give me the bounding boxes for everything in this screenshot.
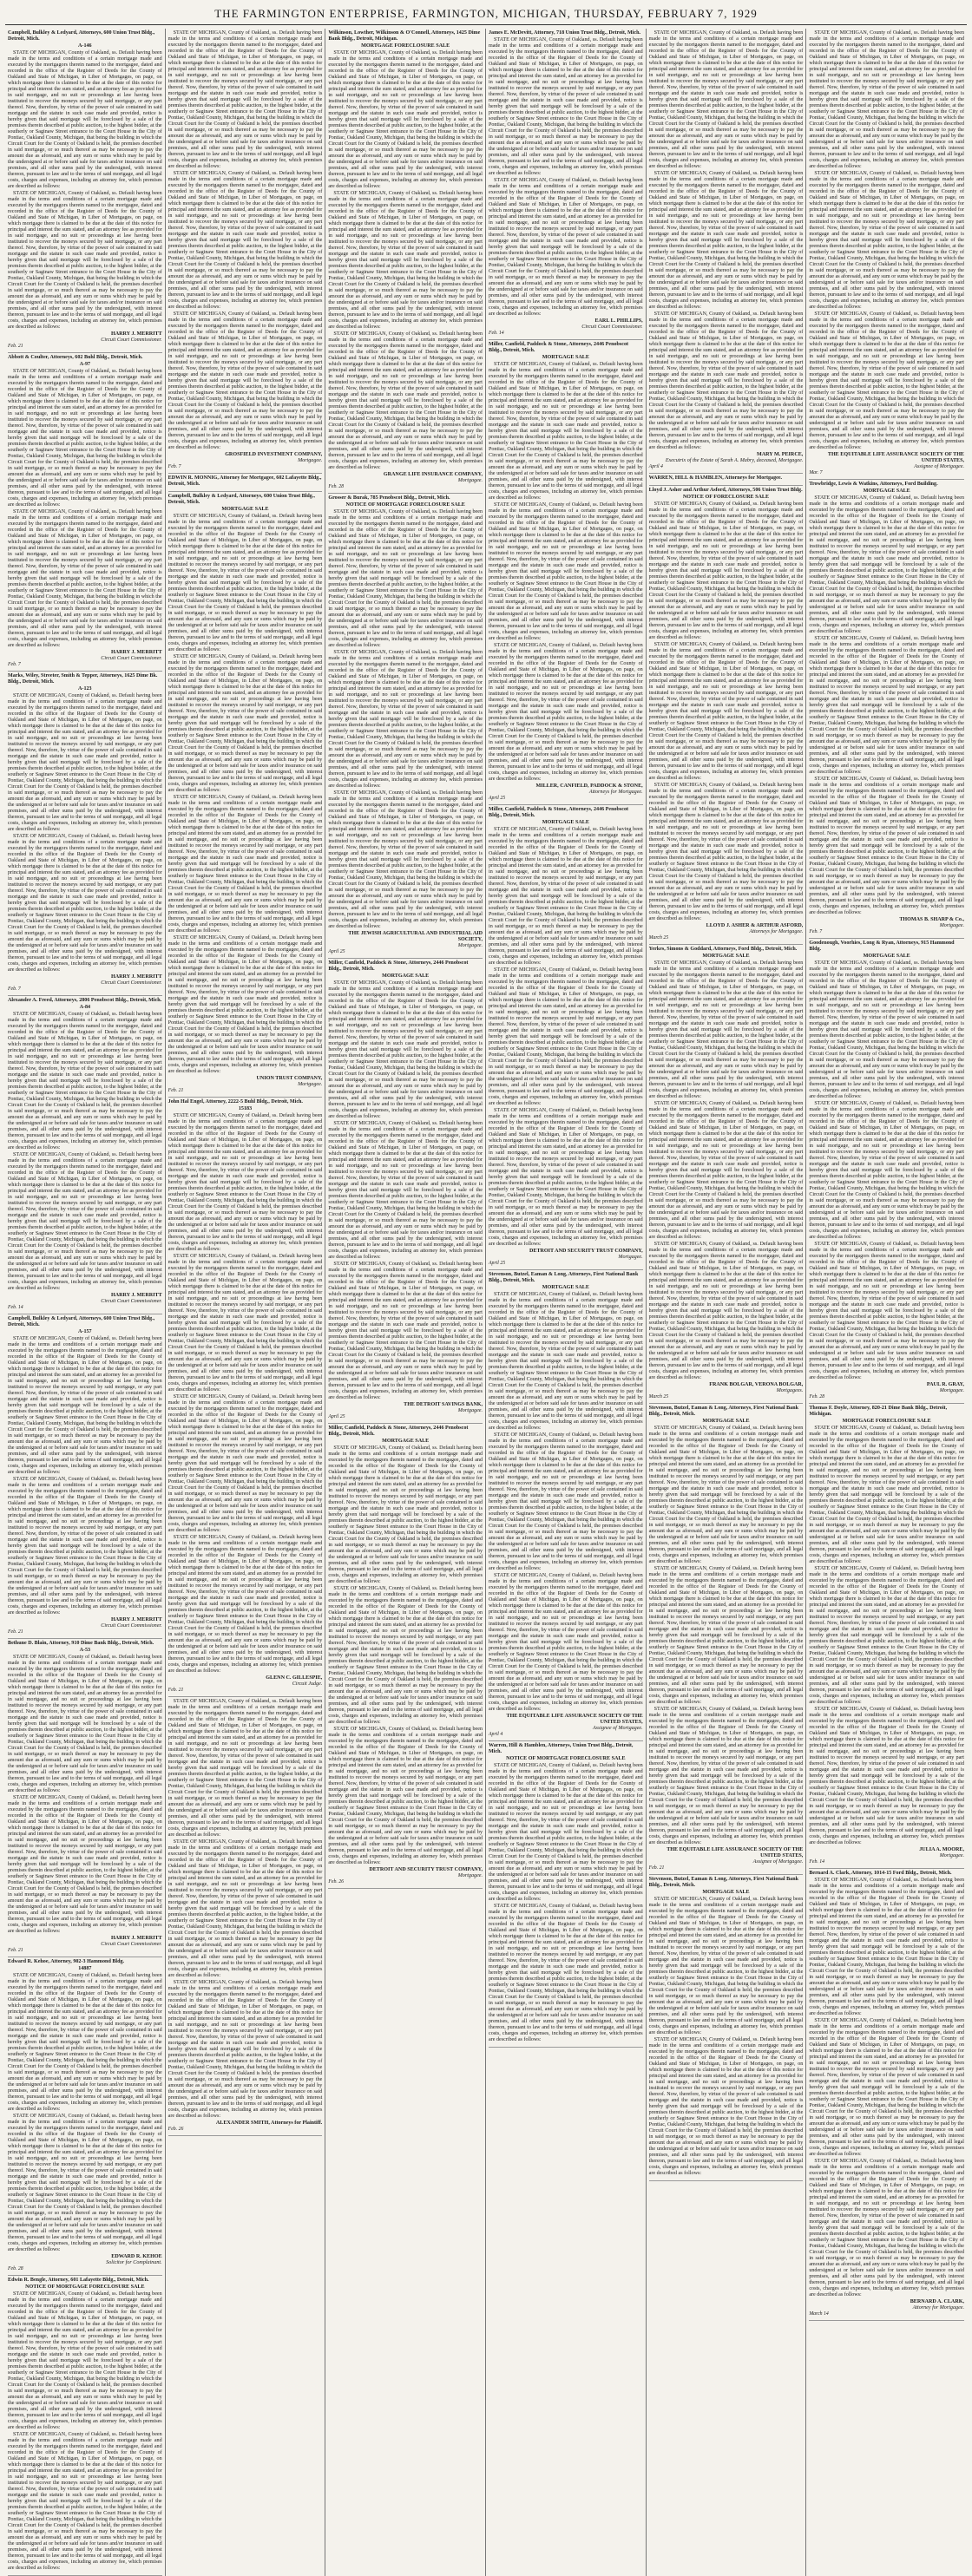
notice-signature: FRANK BOLGAR, VERONA BOLGAR, (709, 1382, 804, 1387)
notice-date: Mar. 7 (809, 470, 823, 475)
notice-signature: GRANGE LIFE INSURANCE COMPANY, (383, 472, 483, 477)
masthead: THE FARMINGTON ENTERPRISE, FARMINGTON, MICHIGAN, THURSDAY, FEBRUARY 7, 1929 (5, 3, 967, 25)
notice-attorney: EDWIN R. MONNIG, Attorney for Mortgagee, 602 Lafayette Bldg., Detroit, Mich. (167, 475, 322, 487)
notice-heading: A-97 (79, 362, 91, 367)
notice-attorney: Miller, Canfield, Paddock & Stone, Attorneys, 2446 Penobscot Bldg., Detroit, Mich. (489, 342, 629, 353)
notice-signature: LLOYD J. ASHER & ARTHUR ASFORD, (706, 923, 804, 928)
notice-heading: NOTICE OF MORTGAGE FORECLOSURE SALE (345, 502, 465, 508)
legal-notice (168, 474, 323, 492)
notice-attorney: Yerkes, Simons & Goddard, Attorneys, Ford Bldg., Detroit, Mich. (648, 947, 798, 952)
notice-role: Mortgagee. (457, 1873, 483, 1878)
notice-paragraph: STATE OF MICHIGAN, County of Oakland, ss. Default having been made in the terms and conditions of a certain mortgage made and executed by the mortgagors therein named to the mortgagee, dated and recorded in the office of the Register of Deeds for the County of Oakland and State of Michigan, in Liber of Mortgages, on page, on which mortgage there is claimed to be due at the date of this notice for principal and interest the sum stated, and an attorney fee as provided for in said mortgage, and no suit or proceedings at law having been instituted to recover the moneys secured by said mortgage, or any part thereof. Now, therefore, by virtue of the power of sale contained in said mortgage and the statute in such case made and provided, notice is hereby given that said mortgage will be foreclosed by a sale of the premises therein described at public auction, to the highest bidder, at the southerly or Saginaw Street entrance to the Court House in the City of Pontiac, Oakland County, Michigan, that being the building in which the Circuit Court for the County of Oakland is held, the premises described in said mortgage, or so much thereof as may be necessary to pay the amount due as aforesaid, and any sum or sums which may be paid by the undersigned at or before said sale for taxes and/or insurance on said premises, and all other sums paid by the undersigned, with interest thereon, pursuant to law and to the terms of said mortgage, and all legal costs, charges and expenses, including an attorney fee, which premises are described as follows: (328, 1262, 483, 1400)
notice-heading: NOTICE OF FORECLOSURE SALE (682, 495, 770, 500)
notice-date: April 4 (648, 464, 663, 469)
notice-role: Circuit Court Commissioner. (101, 1942, 162, 1947)
notice-paragraph: STATE OF MICHIGAN, County of Oakland, ss. Default having been made in the terms and conditions of a certain mortgage made and executed by the mortgagors therein named to the mortgagee, dated and recorded in the office of the Register of Deeds for the County of Oakland and State of Michigan, in Liber of Mortgages, on page, on which mortgage there is claimed to be due at the date of this notice for principal and interest the sum stated, and an attorney fee as provided for in said mortgage, and no suit or proceedings at law having been instituted to recover the moneys secured by said mortgage, or any part thereof. Now, therefore, by virtue of the power of sale contained in said mortgage and the statute in such case made and provided, notice is hereby given that said mortgage will be foreclosed by a sale of the premises therein described at public auction, to the highest bidder, at the southerly or Saginaw Street entrance to the Court House in the City of Pontiac, Oakland County, Michigan, that being the building in which the Circuit Court for the County of Oakland is held, the premises described in said mortgage, or so much thereof as may be necessary to pay the amount due as aforesaid, and any sum or sums which may be paid by the undersigned at or before said sale for taxes and/or insurance on said premises, and all other sums paid by the undersigned, with interest thereon, pursuant to law and to the terms of said mortgage, and all legal costs, charges and expenses, including an attorney fee, which premises are described as follows: (8, 1973, 162, 2112)
notice-paragraph: STATE OF MICHIGAN, County of Oakland, ss. Default having been made in the terms and conditions of a certain mortgage made and executed by the mortgagors therein named to the mortgagee, dated and recorded in the office of the Register of Deeds for the County of Oakland and State of Michigan, in Liber of Mortgages, on page, on which mortgage there is claimed to be due at the date of this notice for principal and interest the sum stated, and an attorney fee as provided for in said mortgage, and no suit or proceedings at law having been instituted to recover the moneys secured by said mortgage, or any part thereof. Now, therefore, by virtue of the power of sale contained in said mortgage and the statute in such case made and provided, notice is hereby given that said mortgage will be foreclosed by a sale of the premises therein described at public auction, to the highest bidder, at the southerly or Saginaw Street entrance to the Court House in the City of Pontiac, Oakland County, Michigan, that being the building in which the Circuit Court for the County of Oakland is held, the premises described in said mortgage, or so much thereof as may be necessary to pay the amount due as aforesaid, and any sum or sums which may be paid by the undersigned at or before said sale for taxes and/or insurance on said premises, and all other sums paid by the undersigned, with interest thereon, pursuant to law and to the terms of said mortgage, and all legal costs, charges and expenses, including an attorney fee, which premises are described as follows: (648, 171, 804, 310)
legal-notice (168, 1697, 323, 2136)
notice-date: Feb. 28 (809, 1394, 825, 1399)
notice-body (8, 50, 162, 331)
notice-paragraph: STATE OF MICHIGAN, County of Oakland, ss. Default having been made in the terms and conditions of a certain mortgage made and executed by the mortgagors therein named to the mortgagee, dated and recorded in the office of the Register of Deeds for the County of Oakland and State of Michigan, in Liber of Mortgages, on page, on which mortgage there is claimed to be due at the date of this notice for principal and interest the sum stated, and an attorney fee as provided for in said mortgage, and no suit or proceedings at law having been instituted to recover the moneys secured by said mortgage, or any part thereof. Now, therefore, by virtue of the power of sale contained in said mortgage and the statute in such case made and provided, notice is hereby given that said mortgage will be foreclosed by a sale of the premises therein described at public auction, to the highest bidder, at the southerly or Saginaw Street entrance to the Court House in the City of Pontiac, Oakland County, Michigan, that being the building in which the Circuit Court for the County of Oakland is held, the premises described in said mortgage, or so much thereof as may be necessary to pay the amount due as aforesaid, and any sum or sums which may be paid by the undersigned at or before said sale for taxes and/or insurance on said premises, and all other sums paid by the undersigned, with interest thereon, pursuant to law and to the terms of said mortgage, and all legal costs, charges and expenses, including an attorney fee, which premises are described as follows: (328, 1586, 483, 1725)
notice-heading: MORTGAGE SALE (863, 954, 910, 959)
notice-heading: MORTGAGE SALE (382, 1439, 430, 1444)
notice-role: Mortgagee. (618, 1255, 643, 1260)
legal-notice (8, 672, 162, 996)
notice-paragraph: STATE OF MICHIGAN, County of Oakland, ss. Default having been made in the terms and conditions of a certain mortgage made and executed by the mortgagors therein named to the mortgagee, dated and recorded in the office of the Register of Deeds for the County of Oakland and State of Michigan, in Liber of Mortgages, on page, on which mortgage there is claimed to be due at the date of this notice for principal and interest the sum stated, and an attorney fee as provided for in said mortgage, and no suit or proceedings at law having been instituted to recover the moneys secured by said mortgage, or any part thereof. Now, therefore, by virtue of the power of sale contained in said mortgage and the statute in such case made and provided, notice is hereby given that said mortgage will be foreclosed by a sale of the premises therein described at public auction, to the highest bidder, at the southerly or Saginaw Street entrance to the Court House in the City of Pontiac, Oakland County, Michigan, that being the building in which the Circuit Court for the County of Oakland is held, the premises described in said mortgage, or so much thereof as may be necessary to pay the amount due as aforesaid, and any sum or sums which may be paid by the undersigned at or before said sale for taxes and/or insurance on said premises, and all other sums paid by the undersigned, with interest thereon, pursuant to law and to the terms of said mortgage, and all legal costs, charges and expenses, including an attorney fee, which premises are described as follows: (809, 1101, 964, 1240)
notice-paragraph: STATE OF MICHIGAN, County of Oakland, ss. Default having been made in the terms and conditions of a certain mortgage made and executed by the mortgagors therein named to the mortgagee, dated and recorded in the office of the Register of Deeds for the County of Oakland and State of Michigan, in Liber of Mortgages, on page, on which mortgage there is claimed to be due at the date of this notice for principal and interest the sum stated, and an attorney fee as provided for in said mortgage, and no suit or proceedings at law having been instituted to recover the moneys secured by said mortgage, or any part thereof. Now, therefore, by virtue of the power of sale contained in said mortgage and the statute in such case made and provided, notice is hereby given that said mortgage will be foreclosed by a sale of the premises therein described at public auction, to the highest bidder, at the southerly or Saginaw Street entrance to the Court House in the City of Pontiac, Oakland County, Michigan, that being the building in which the Circuit Court for the County of Oakland is held, the premises described in said mortgage, or so much thereof as may be necessary to pay the amount due as aforesaid, and any sum or sums which may be paid by the undersigned at or before said sale for taxes and/or insurance on said premises, and all other sums paid by the undersigned, with interest thereon, pursuant to law and to the terms of said mortgage, and all legal costs, charges and expenses, including an attorney fee, which premises are described as follows: (167, 1394, 323, 1533)
notice-paragraph: STATE OF MICHIGAN, County of Oakland, ss. Default having been made in the terms and conditions of a certain mortgage made and executed by the mortgagors therein named to the mortgagee, dated and recorded in the office of the Register of Deeds for the County of Oakland and State of Michigan, in Liber of Mortgages, on page, on which mortgage there is claimed to be due at the date of this notice for principal and interest the sum stated, and an attorney fee as provided for in said mortgage, and no suit or proceedings at law having been instituted to recover the moneys secured by said mortgage, or any part thereof. Now, therefore, by virtue of the power of sale contained in said mortgage and the statute in such case made and provided, notice is hereby given that said mortgage will be foreclosed by a sale of the premises therein described at public auction, to the highest bidder, at the southerly or Saginaw Street entrance to the Court House in the City of Pontiac, Oakland County, Michigan, that being the building in which the Circuit Court for the County of Oakland is held, the premises described in said mortgage, or so much thereof as may be necessary to pay the amount due as aforesaid, and any sum or sums which may be paid by the undersigned at or before said sale for taxes and/or insurance on said premises, and all other sums paid by the undersigned, with interest thereon, pursuant to law and to the terms of said mortgage, and all legal costs, charges and expenses, including an attorney fee, which premises are described as follows: (648, 1897, 804, 2035)
notice-heading: MORTGAGE SALE (542, 820, 589, 825)
notice-body (328, 509, 483, 930)
notice-body (649, 1897, 804, 2177)
columns (5, 29, 967, 2571)
notice-paragraph: STATE OF MICHIGAN, County of Oakland, ss. Default having been made in the terms and conditions of a certain mortgage made and executed by the mortgagors therein named to the mortgagee, dated and recorded in the office of the Register of Deeds for the County of Oakland and State of Michigan, in Liber of Mortgages, on page, on which mortgage there is claimed to be due at the date of this notice for principal and interest the sum stated, and an attorney fee as provided for in said mortgage, and no suit or proceedings at law having been instituted to recover the moneys secured by said mortgage, or any part thereof. Now, therefore, by virtue of the power of sale contained in said mortgage and the statute in such case made and provided, notice is hereby given that said mortgage will be foreclosed by a sale of the premises therein described at public auction, to the highest bidder, at the southerly or Saginaw Street entrance to the Court House in the City of Pontiac, Oakland County, Michigan, that being the building in which the Circuit Court for the County of Oakland is held, the premises described in said mortgage, or so much thereof as may be necessary to pay the amount due as aforesaid, and any sum or sums which may be paid by the undersigned at or before said sale for taxes and/or insurance on said premises, and all other sums paid by the undersigned, with interest thereon, pursuant to law and to the terms of said mortgage, and all legal costs, charges and expenses, including an attorney fee, which premises are described as follows: (167, 30, 323, 169)
notice-signature: THOMAS B. SHARP & Co., (899, 917, 964, 922)
notice-signature: THE EQUITABLE LIFE ASSURANCE SOCIETY OF THE UNITED STATES, (506, 1714, 643, 1725)
notice-paragraph: STATE OF MICHIGAN, County of Oakland, ss. Default having been made in the terms and conditions of a certain mortgage made and executed by the mortgagors therein named to the mortgagee, dated and recorded in the office of the Register of Deeds for the County of Oakland and State of Michigan, in Liber of Mortgages, on page, on which mortgage there is claimed to be due at the date of this notice for principal and interest the sum stated, and an attorney fee as provided for in said mortgage, and no suit or proceedings at law having been instituted to recover the moneys secured by said mortgage, or any part thereof. Now, therefore, by virtue of the power of sale contained in said mortgage and the statute in such case made and provided, notice is hereby given that said mortgage will be foreclosed by a sale of the premises therein described at public auction, to the highest bidder, at the southerly or Saginaw Street entrance to the Court House in the City of Pontiac, Oakland County, Michigan, that being the building in which the Circuit Court for the County of Oakland is held, the premises described in said mortgage, or so much thereof as may be necessary to pay the amount due as aforesaid, and any sum or sums which may be paid by the undersigned at or before said sale for taxes and/or insurance on said premises, and all other sums paid by the undersigned, with interest thereon, pursuant to law and to the terms of said mortgage, and all legal costs, charges and expenses, including an attorney fee, which premises are described as follows: (648, 311, 804, 450)
notice-body (168, 30, 323, 451)
legal-notice (328, 959, 483, 1424)
notice-paragraph: STATE OF MICHIGAN, County of Oakland, ss. Default having been made in the terms and conditions of a certain mortgage made and executed by the mortgagors therein named to the mortgagee, dated and recorded in the office of the Register of Deeds for the County of Oakland and State of Michigan, in Liber of Mortgages, on page, on which mortgage there is claimed to be due at the date of this notice for principal and interest the sum stated, and an attorney fee as provided for in said mortgage, and no suit or proceedings at law having been instituted to recover the moneys secured by said mortgage, or any part thereof. Now, therefore, by virtue of the power of sale contained in said mortgage and the statute in such case made and provided, notice is hereby given that said mortgage will be foreclosed by a sale of the premises therein described at public auction, to the highest bidder, at the southerly or Saginaw Street entrance to the Court House in the City of Pontiac, Oakland County, Michigan, that being the building in which the Circuit Court for the County of Oakland is held, the premises described in said mortgage, or so much thereof as may be necessary to pay the amount due as aforesaid, and any sum or sums which may be paid by the undersigned at or before said sale for taxes and/or insurance on said premises, and all other sums paid by the undersigned, with interest thereon, pursuant to law and to the terms of said mortgage, and all legal costs, charges and expenses, including an attorney fee, which premises are described as follows: (489, 502, 643, 641)
notice-signature: HARRY J. MERRITT (111, 650, 162, 655)
notice-heading: MORTGAGE SALE (702, 1419, 750, 1424)
notice-role: Circuit Court Commissioner. (581, 324, 643, 330)
notice-attorney: Bernard A. Clark, Attorney, 1014-15 Ford Bldg., Detroit, Mich. (809, 1871, 952, 1876)
notice-paragraph: STATE OF MICHIGAN, County of Oakland, ss. Default having been made in the terms and conditions of a certain mortgage made and executed by the mortgagors therein named to the mortgagee, dated and recorded in the office of the Register of Deeds for the County of Oakland and State of Michigan, in Liber of Mortgages, on page, on which mortgage there is claimed to be due at the date of this notice for principal and interest the sum stated, and an attorney fee as provided for in said mortgage, and no suit or proceedings at law having been instituted to recover the moneys secured by said mortgage, or any part thereof. Now, therefore, by virtue of the power of sale contained in said mortgage and the statute in such case made and provided, notice is hereby given that said mortgage will be foreclosed by a sale of the premises therein described at public auction, to the highest bidder, at the southerly or Saginaw Street entrance to the Court House in the City of Pontiac, Oakland County, Michigan, that being the building in which the Circuit Court for the County of Oakland is held, the premises described in said mortgage, or so much thereof as may be necessary to pay the amount due as aforesaid, and any sum or sums which may be paid by the undersigned at or before said sale for taxes and/or insurance on said premises, and all other sums paid by the undersigned, with interest thereon, pursuant to law and to the terms of said mortgage, and all legal costs, charges and expenses, including an attorney fee, which premises are described as follows: (8, 2432, 162, 2571)
notice-signature: DETROIT AND SECURITY TRUST COMPANY, (529, 1249, 643, 1254)
notice-paragraph: STATE OF MICHIGAN, County of Oakland, ss. Default having been made in the terms and conditions of a certain mortgage made and executed by the mortgagors therein named to the mortgagee, dated and recorded in the office of the Register of Deeds for the County of Oakland and State of Michigan, in Liber of Mortgages, on page, on which mortgage there is claimed to be due at the date of this notice for principal and interest the sum stated, and an attorney fee as provided for in said mortgage, and no suit or proceedings at law having been instituted to recover the moneys secured by said mortgage, or any part thereof. Now, therefore, by virtue of the power of sale contained in said mortgage and the statute in such case made and provided, notice is hereby given that said mortgage will be foreclosed by a sale of the premises therein described at public auction, to the highest bidder, at the southerly or Saginaw Street entrance to the Court House in the City of Pontiac, Oakland County, Michigan, that being the building in which the Circuit Court for the County of Oakland is held, the premises described in said mortgage, or so much thereof as may be necessary to pay the amount due as aforesaid, and any sum or sums which may be paid by the undersigned at or before said sale for taxes and/or insurance on said premises, and all other sums paid by the undersigned, with interest thereon, pursuant to law and to the terms of said mortgage, and all legal costs, charges and expenses, including an attorney fee, which premises are described as follows: (167, 1839, 323, 1978)
notice-paragraph: STATE OF MICHIGAN, County of Oakland, ss. Default having been made in the terms and conditions of a certain mortgage made and executed by the mortgagors therein named to the mortgagee, dated and recorded in the office of the Register of Deeds for the County of Oakland and State of Michigan, in Liber of Mortgages, on page, on which mortgage there is claimed to be due at the date of this notice for principal and interest the sum stated, and an attorney fee as provided for in said mortgage, and no suit or proceedings at law having been instituted to recover the moneys secured by said mortgage, or any part thereof. Now, therefore, by virtue of the power of sale contained in said mortgage and the statute in such case made and provided, notice is hereby given that said mortgage will be foreclosed by a sale of the premises therein described at public auction, to the highest bidder, at the southerly or Saginaw Street entrance to the Court House in the City of Pontiac, Oakland County, Michigan, that being the building in which the Circuit Court for the County of Oakland is held, the premises described in said mortgage, or so much thereof as may be necessary to pay the amount due as aforesaid, and any sum or sums which may be paid by the undersigned at or before said sale for taxes and/or insurance on said premises, and all other sums paid by the undersigned, with interest thereon, pursuant to law and to the terms of said mortgage, and all legal costs, charges and expenses, including an attorney fee, which premises are described as follows: (167, 795, 323, 934)
notice-paragraph: STATE OF MICHIGAN, County of Oakland, ss. Default having been made in the terms and conditions of a certain mortgage made and executed by the mortgagors therein named to the mortgagee, dated and recorded in the office of the Register of Deeds for the County of Oakland and State of Michigan, in Liber of Mortgages, on page, on which mortgage there is claimed to be due at the date of this notice for principal and interest the sum stated, and an attorney fee as provided for in said mortgage, and no suit or proceedings at law having been instituted to recover the moneys secured by said mortgage, or any part thereof. Now, therefore, by virtue of the power of sale contained in said mortgage and the statute in such case made and provided, notice is hereby given that said mortgage will be foreclosed by a sale of the premises therein described at public auction, to the highest bidder, at the southerly or Saginaw Street entrance to the Court House in the City of Pontiac, Oakland County, Michigan, that being the building in which the Circuit Court for the County of Oakland is held, the premises described in said mortgage, or so much thereof as may be necessary to pay the amount due as aforesaid, and any sum or sums which may be paid by the undersigned at or before said sale for taxes and/or insurance on said premises, and all other sums paid by the undersigned, with interest thereon, pursuant to law and to the terms of said mortgage, and all legal costs, charges and expenses, including an attorney fee, which premises are described as follows: (167, 1113, 323, 1252)
legal-notice (809, 1404, 964, 1869)
notice-role: Attorneys for Mortgagee. (588, 790, 643, 795)
legal-notice (328, 494, 483, 959)
legal-notice (8, 2276, 162, 2576)
notice-attorney: Alexander A. Freed, Attorneys, 2806 Penobscot Bldg., Detroit, Mich. (8, 998, 162, 1003)
notice-heading: MORTGAGE SALE (221, 507, 269, 512)
notice-body (489, 827, 643, 1248)
notice-body (8, 369, 162, 649)
notice-paragraph: STATE OF MICHIGAN, County of Oakland, ss. Default having been made in the terms and conditions of a certain mortgage made and executed by the mortgagors therein named to the mortgagee, dated and recorded in the office of the Register of Deeds for the County of Oakland and State of Michigan, in Liber of Mortgages, on page, on which mortgage there is claimed to be due at the date of this notice for principal and interest the sum stated, and an attorney fee as provided for in said mortgage, and no suit or proceedings at law having been instituted to recover the moneys secured by said mortgage, or any part thereof. Now, therefore, by virtue of the power of sale contained in said mortgage and the statute in such case made and provided, notice is hereby given that said mortgage will be foreclosed by a sale of the premises therein described at public auction, to the highest bidder, at the southerly or Saginaw Street entrance to the Court House in the City of Pontiac, Oakland County, Michigan, that being the building in which the Circuit Court for the County of Oakland is held, the premises described in said mortgage, or so much thereof as may be necessary to pay the amount due as aforesaid, and any sum or sums which may be paid by the undersigned at or before said sale for taxes and/or insurance on said premises, and all other sums paid by the undersigned, with interest thereon, pursuant to law and to the terms of said mortgage, and all legal costs, charges and expenses, including an attorney fee, which premises are described as follows: (328, 509, 483, 648)
notice-date: Feb. 21 (167, 1088, 184, 1093)
legal-notice (489, 1270, 643, 1741)
notice-paragraph: STATE OF MICHIGAN, County of Oakland, ss. Default having been made in the terms and conditions of a certain mortgage made and executed by the mortgagors therein named to the mortgagee, dated and recorded in the office of the Register of Deeds for the County of Oakland and State of Michigan, in Liber of Mortgages, on page, on which mortgage there is claimed to be due at the date of this notice for principal and interest the sum stated, and an attorney fee as provided for in said mortgage, and no suit or proceedings at law having been instituted to recover the moneys secured by said mortgage, or any part thereof. Now, therefore, by virtue of the power of sale contained in said mortgage and the statute in such case made and provided, notice is hereby given that said mortgage will be foreclosed by a sale of the premises therein described at public auction, to the highest bidder, at the southerly or Saginaw Street entrance to the Court House in the City of Pontiac, Oakland County, Michigan, that being the building in which the Circuit Court for the County of Oakland is held, the premises described in said mortgage, or so much thereof as may be necessary to pay the amount due as aforesaid, and any sum or sums which may be paid by the undersigned at or before said sale for taxes and/or insurance on said premises, and all other sums paid by the undersigned, with interest thereon, pursuant to law and to the terms of said mortgage, and all legal costs, charges and expenses, including an attorney fee, which premises are described as follows: (489, 1292, 643, 1431)
legal-notice (649, 945, 804, 1404)
notice-heading: A-123 (78, 686, 92, 692)
notice-paragraph: STATE OF MICHIGAN, County of Oakland, ss. Default having been made in the terms and conditions of a certain mortgage made and executed by the mortgagors therein named to the mortgagee, dated and recorded in the office of the Register of Deeds for the County of Oakland and State of Michigan, in Liber of Mortgages, on page, on which mortgage there is claimed to be due at the date of this notice for principal and interest the sum stated, and an attorney fee as provided for in said mortgage, and no suit or proceedings at law having been instituted to recover the moneys secured by said mortgage, or any part thereof. Now, therefore, by virtue of the power of sale contained in said mortgage and the statute in such case made and provided, notice is hereby given that said mortgage will be foreclosed by a sale of the premises therein described at public auction, to the highest bidder, at the southerly or Saginaw Street entrance to the Court House in the City of Pontiac, Oakland County, Michigan, that being the building in which the Circuit Court for the County of Oakland is held, the premises described in said mortgage, or so much thereof as may be necessary to pay the amount due as aforesaid, and any sum or sums which may be paid by the undersigned at or before said sale for taxes and/or insurance on said premises, and all other sums paid by the undersigned, with interest thereon, pursuant to law and to the terms of said mortgage, and all legal costs, charges and expenses, including an attorney fee, which premises are described as follows: (489, 1573, 643, 1712)
legal-notice (489, 340, 643, 805)
notice-body (168, 1699, 323, 2120)
notice-body (489, 1763, 643, 2043)
notice-paragraph: STATE OF MICHIGAN, County of Oakland, ss. Default having been made in the terms and conditions of a certain mortgage made and executed by the mortgagors therein named to the mortgagee, dated and recorded in the office of the Register of Deeds for the County of Oakland and State of Michigan, in Liber of Mortgages, on page, on which mortgage there is claimed to be due at the date of this notice for principal and interest the sum stated, and an attorney fee as provided for in said mortgage, and no suit or proceedings at law having been instituted to recover the moneys secured by said mortgage, or any part thereof. Now, therefore, by virtue of the power of sale contained in said mortgage and the statute in such case made and provided, notice is hereby given that said mortgage will be foreclosed by a sale of the premises therein described at public auction, to the highest bidder, at the southerly or Saginaw Street entrance to the Court House in the City of Pontiac, Oakland County, Michigan, that being the building in which the Circuit Court for the County of Oakland is held, the premises described in said mortgage, or so much thereof as may be necessary to pay the amount due as aforesaid, and any sum or sums which may be paid by the undersigned at or before said sale for taxes and/or insurance on said premises, and all other sums paid by the undersigned, with interest thereon, pursuant to law and to the terms of said mortgage, and all legal costs, charges and expenses, including an attorney fee, which premises are described as follows: (8, 1477, 162, 1616)
notice-paragraph: STATE OF MICHIGAN, County of Oakland, ss. Default having been made in the terms and conditions of a certain mortgage made and executed by the mortgagors therein named to the mortgagee, dated and recorded in the office of the Register of Deeds for the County of Oakland and State of Michigan, in Liber of Mortgages, on page, on which mortgage there is claimed to be due at the date of this notice for principal and interest the sum stated, and an attorney fee as provided for in said mortgage, and no suit or proceedings at law having been instituted to recover the moneys secured by said mortgage, or any part thereof. Now, therefore, by virtue of the power of sale contained in said mortgage and the statute in such case made and provided, notice is hereby given that said mortgage will be foreclosed by a sale of the premises therein described at public auction, to the highest bidder, at the southerly or Saginaw Street entrance to the Court House in the City of Pontiac, Oakland County, Michigan, that being the building in which the Circuit Court for the County of Oakland is held, the premises described in said mortgage, or so much thereof as may be necessary to pay the amount due as aforesaid, and any sum or sums which may be paid by the undersigned at or before said sale for taxes and/or insurance on said premises, and all other sums paid by the undersigned, with interest thereon, pursuant to law and to the terms of said mortgage, and all legal costs, charges and expenses, including an attorney fee, which premises are described as follows: (648, 501, 804, 640)
notice-body (8, 1973, 162, 2253)
notice-paragraph: STATE OF MICHIGAN, County of Oakland, ss. Default having been made in the terms and conditions of a certain mortgage made and executed by the mortgagors therein named to the mortgagee, dated and recorded in the office of the Register of Deeds for the County of Oakland and State of Michigan, in Liber of Mortgages, on page, on which mortgage there is claimed to be due at the date of this notice for principal and interest the sum stated, and an attorney fee as provided for in said mortgage, and no suit or proceedings at law having been instituted to recover the moneys secured by said mortgage, or any part thereof. Now, therefore, by virtue of the power of sale contained in said mortgage and the statute in such case made and provided, notice is hereby given that said mortgage will be foreclosed by a sale of the premises therein described at public auction, to the highest bidder, at the southerly or Saginaw Street entrance to the Court House in the City of Pontiac, Oakland County, Michigan, that being the building in which the Circuit Court for the County of Oakland is held, the premises described in said mortgage, or so much thereof as may be necessary to pay the amount due as aforesaid, and any sum or sums which may be paid by the undersigned at or before said sale for taxes and/or insurance on said premises, and all other sums paid by the undersigned, with interest thereon, pursuant to law and to the terms of said mortgage, and all legal costs, charges and expenses, including an attorney fee, which premises are described as follows: (8, 191, 162, 330)
column-4 (486, 29, 647, 2576)
notice-signature: THE EQUITABLE LIFE ASSURANCE SOCIETY OF THE UNITED STATES, (827, 452, 964, 463)
notice-paragraph: STATE OF MICHIGAN, County of Oakland, ss. Default having been made in the terms and conditions of a certain mortgage made and executed by the mortgagors therein named to the mortgagee, dated and recorded in the office of the Register of Deeds for the County of Oakland and State of Michigan, in Liber of Mortgages, on page, on which mortgage there is claimed to be due at the date of this notice for principal and interest the sum stated, and an attorney fee as provided for in said mortgage, and no suit or proceedings at law having been instituted to recover the moneys secured by said mortgage, or any part thereof. Now, therefore, by virtue of the power of sale contained in said mortgage and the statute in such case made and provided, notice is hereby given that said mortgage will be foreclosed by a sale of the premises therein described at public auction, to the highest bidder, at the southerly or Saginaw Street entrance to the Court House in the City of Pontiac, Oakland County, Michigan, that being the building in which the Circuit Court for the County of Oakland is held, the premises described in said mortgage, or so much thereof as may be necessary to pay the amount due as aforesaid, and any sum or sums which may be paid by the undersigned at or before said sale for taxes and/or insurance on said premises, and all other sums paid by the undersigned, with interest thereon, pursuant to law and to the terms of said mortgage, and all legal costs, charges and expenses, including an attorney fee, which premises are described as follows: (167, 514, 323, 652)
notice-paragraph: STATE OF MICHIGAN, County of Oakland, ss. Default having been made in the terms and conditions of a certain mortgage made and executed by the mortgagors therein named to the mortgagee, dated and recorded in the office of the Register of Deeds for the County of Oakland and State of Michigan, in Liber of Mortgages, on page, on which mortgage there is claimed to be due at the date of this notice for principal and interest the sum stated, and an attorney fee as provided for in said mortgage, and no suit or proceedings at law having been instituted to recover the moneys secured by said mortgage, or any part thereof. Now, therefore, by virtue of the power of sale contained in said mortgage and the statute in such case made and provided, notice is hereby given that said mortgage will be foreclosed by a sale of the premises therein described at public auction, to the highest bidder, at the southerly or Saginaw Street entrance to the Court House in the City of Pontiac, Oakland County, Michigan, that being the building in which the Circuit Court for the County of Oakland is held, the premises described in said mortgage, or so much thereof as may be necessary to pay the amount due as aforesaid, and any sum or sums which may be paid by the undersigned at or before said sale for taxes and/or insurance on said premises, and all other sums paid by the undersigned, with interest thereon, pursuant to law and to the terms of said mortgage, and all legal costs, charges and expenses, including an attorney fee, which premises are described as follows: (328, 650, 483, 789)
notice-role: Executrix of the Estate of Sarah A. Mabry, deceased, Mortgagee. (665, 458, 804, 463)
legal-notice (649, 29, 804, 474)
notice-paragraph: STATE OF MICHIGAN, County of Oakland, ss. Default having been made in the terms and conditions of a certain mortgage made and executed by the mortgagors therein named to the mortgagee, dated and recorded in the office of the Register of Deeds for the County of Oakland and State of Michigan, in Liber of Mortgages, on page, on which mortgage there is claimed to be due at the date of this notice for principal and interest the sum stated, and an attorney fee as provided for in said mortgage, and no suit or proceedings at law having been instituted to recover the moneys secured by said mortgage, or any part thereof. Now, therefore, by virtue of the power of sale contained in said mortgage and the statute in such case made and provided, notice is hereby given that said mortgage will be foreclosed by a sale of the premises therein described at public auction, to the highest bidder, at the southerly or Saginaw Street entrance to the Court House in the City of Pontiac, Oakland County, Michigan, that being the building in which the Circuit Court for the County of Oakland is held, the premises described in said mortgage, or so much thereof as may be necessary to pay the amount due as aforesaid, and any sum or sums which may be paid by the undersigned at or before said sale for taxes and/or insurance on said premises, and all other sums paid by the undersigned, with interest thereon, pursuant to law and to the terms of said mortgage, and all legal costs, charges and expenses, including an attorney fee, which premises are described as follows: (648, 783, 804, 921)
notice-heading: MORTGAGE FORECLOSURE SALE (361, 43, 450, 49)
notice-paragraph: STATE OF MICHIGAN, County of Oakland, ss. Default having been made in the terms and conditions of a certain mortgage made and executed by the mortgagors therein named to the mortgagee, dated and recorded in the office of the Register of Deeds for the County of Oakland and State of Michigan, in Liber of Mortgages, on page, on which mortgage there is claimed to be due at the date of this notice for principal and interest the sum stated, and an attorney fee as provided for in said mortgage, and no suit or proceedings at law having been instituted to recover the moneys secured by said mortgage, or any part thereof. Now, therefore, by virtue of the power of sale contained in said mortgage and the statute in such case made and provided, notice is hereby given that said mortgage will be foreclosed by a sale of the premises therein described at public auction, to the highest bidder, at the southerly or Saginaw Street entrance to the Court House in the City of Pontiac, Oakland County, Michigan, that being the building in which the Circuit Court for the County of Oakland is held, the premises described in said mortgage, or so much thereof as may be necessary to pay the amount due as aforesaid, and any sum or sums which may be paid by the undersigned at or before said sale for taxes and/or insurance on said premises, and all other sums paid by the undersigned, with interest thereon, pursuant to law and to the terms of said mortgage, and all legal costs, charges and expenses, including an attorney fee, which premises are described as follows: (167, 311, 323, 450)
notice-paragraph: STATE OF MICHIGAN, County of Oakland, ss. Default having been made in the terms and conditions of a certain mortgage made and executed by the mortgagors therein named to the mortgagee, dated and recorded in the office of the Register of Deeds for the County of Oakland and State of Michigan, in Liber of Mortgages, on page, on which mortgage there is claimed to be due at the date of this notice for principal and interest the sum stated, and an attorney fee as provided for in said mortgage, and no suit or proceedings at law having been instituted to recover the moneys secured by said mortgage, or any part thereof. Now, therefore, by virtue of the power of sale contained in said mortgage and the statute in such case made and provided, notice is hereby given that said mortgage will be foreclosed by a sale of the premises therein described at public auction, to the highest bidder, at the southerly or Saginaw Street entrance to the Court House in the City of Pontiac, Oakland County, Michigan, that being the building in which the Circuit Court for the County of Oakland is held, the premises described in said mortgage, or so much thereof as may be necessary to pay the amount due as aforesaid, and any sum or sums which may be paid by the undersigned at or before said sale for taxes and/or insurance on said premises, and all other sums paid by the undersigned, with interest thereon, pursuant to law and to the terms of said mortgage, and all legal costs, charges and expenses, including an attorney fee, which premises are described as follows: (328, 50, 483, 189)
notice-role: Attorney for Mortgagee. (912, 2305, 964, 2311)
notice-role: Circuit Court Commissioner. (101, 656, 162, 661)
notice-paragraph: STATE OF MICHIGAN, County of Oakland, ss. Default having been made in the terms and conditions of a certain mortgage made and executed by the mortgagors therein named to the mortgagee, dated and recorded in the office of the Register of Deeds for the County of Oakland and State of Michigan, in Liber of Mortgages, on page, on which mortgage there is claimed to be due at the date of this notice for principal and interest the sum stated, and an attorney fee as provided for in said mortgage, and no suit or proceedings at law having been instituted to recover the moneys secured by said mortgage, or any part thereof. Now, therefore, by virtue of the power of sale contained in said mortgage and the statute in such case made and provided, notice is hereby given that said mortgage will be foreclosed by a sale of the premises therein described at public auction, to the highest bidder, at the southerly or Saginaw Street entrance to the Court House in the City of Pontiac, Oakland County, Michigan, that being the building in which the Circuit Court for the County of Oakland is held, the premises described in said mortgage, or so much thereof as may be necessary to pay the amount due as aforesaid, and any sum or sums which may be paid by the undersigned at or before said sale for taxes and/or insurance on said premises, and all other sums paid by the undersigned, with interest thereon, pursuant to law and to the terms of said mortgage, and all legal costs, charges and expenses, including an attorney fee, which premises are described as follows: (8, 1336, 162, 1475)
notice-date: March 25 (648, 1394, 669, 1399)
notice-attorney: Marks, Wiley, Streeter, Smith & Tepper, Attorneys, 1625 Dime Bk. Bldg., Detroit, Mich. (8, 673, 158, 685)
notice-attorney: James E. McDevitt, Attorney, 718 Union Trust Bldg., Detroit, Mich. (489, 30, 641, 36)
notice-date: Feb. 26 (328, 1879, 345, 1884)
notice-paragraph: STATE OF MICHIGAN, County of Oakland, ss. Default having been made in the terms and conditions of a certain mortgage made and executed by the mortgagors therein named to the mortgagee, dated and recorded in the office of the Register of Deeds for the County of Oakland and State of Michigan, in Liber of Mortgages, on page, on which mortgage there is claimed to be due at the date of this notice for principal and interest the sum stated, and an attorney fee as provided for in said mortgage, and no suit or proceedings at law having been instituted to recover the moneys secured by said mortgage, or any part thereof. Now, therefore, by virtue of the power of sale contained in said mortgage and the statute in such case made and provided, notice is hereby given that said mortgage will be foreclosed by a sale of the premises therein described at public auction, to the highest bidder, at the southerly or Saginaw Street entrance to the Court House in the City of Pontiac, Oakland County, Michigan, that being the building in which the Circuit Court for the County of Oakland is held, the premises described in said mortgage, or so much thereof as may be necessary to pay the amount due as aforesaid, and any sum or sums which may be paid by the undersigned at or before said sale for taxes and/or insurance on said premises, and all other sums paid by the undersigned, with interest thereon, pursuant to law and to the terms of said mortgage, and all legal costs, charges and expenses, including an attorney fee, which premises are described as follows: (167, 1535, 323, 1674)
notice-attorney: Stevenson, Butzel, Eaman & Long, Attorneys, First National Bank Bldg., Detroit, Mich. (648, 1877, 798, 1888)
notice-attorney: Stevenson, Butzel, Eaman & Long, Attorneys, First National Bank Bldg., Detroit, Mich. (648, 1406, 798, 1417)
notice-signature: GLENN C. GILLESPIE, (266, 1675, 323, 1681)
notice-date: April 4 (489, 1732, 503, 1737)
notice-date: Feb. 7 (167, 464, 181, 469)
notice-signature: THE EQUITABLE LIFE ASSURANCE SOCIETY OF THE UNITED STATES, (667, 1847, 804, 1858)
legal-notice (8, 353, 162, 672)
notice-heading: A-84 (79, 1005, 91, 1010)
notice-heading: MORTGAGE SALE (702, 1890, 750, 1895)
notice-role: Mortgagees. (776, 1388, 804, 1393)
notice-attorney: Edward R. Kehoe, Attorney, 902-3 Hammond Bldg. (8, 1959, 125, 1964)
notice-paragraph: STATE OF MICHIGAN, County of Oakland, ss. Default having been made in the terms and conditions of a certain mortgage made and executed by the mortgagors therein named to the mortgagee, dated and recorded in the office of the Register of Deeds for the County of Oakland and State of Michigan, in Liber of Mortgages, on page, on which mortgage there is claimed to be due at the date of this notice for principal and interest the sum stated, and an attorney fee as provided for in said mortgage, and no suit or proceedings at law having been instituted to recover the moneys secured by said mortgage, or any part thereof. Now, therefore, by virtue of the power of sale contained in said mortgage and the statute in such case made and provided, notice is hereby given that said mortgage will be foreclosed by a sale of the premises therein described at public auction, to the highest bidder, at the southerly or Saginaw Street entrance to the Court House in the City of Pontiac, Oakland County, Michigan, that being the building in which the Circuit Court for the County of Oakland is held, the premises described in said mortgage, or so much thereof as may be necessary to pay the amount due as aforesaid, and any sum or sums which may be paid by the undersigned at or before said sale for taxes and/or insurance on said premises, and all other sums paid by the undersigned, with interest thereon, pursuant to law and to the terms of said mortgage, and all legal costs, charges and expenses, including an attorney fee, which premises are described as follows: (489, 643, 643, 782)
notice-attorney: Campbell, Bulkley & Ledyard, Attorneys, 600 Union Trust Bldg., Detroit, Mich. (8, 30, 155, 42)
legal-notice (168, 492, 323, 1098)
notice-paragraph: STATE OF MICHIGAN, County of Oakland, ss. Default having been made in the terms and conditions of a certain mortgage made and executed by the mortgagors therein named to the mortgagee, dated and recorded in the office of the Register of Deeds for the County of Oakland and State of Michigan, in Liber of Mortgages, on page, on which mortgage there is claimed to be due at the date of this notice for principal and interest the sum stated, and an attorney fee as provided for in said mortgage, and no suit or proceedings at law having been instituted to recover the moneys secured by said mortgage, or any part thereof. Now, therefore, by virtue of the power of sale contained in said mortgage and the statute in such case made and provided, notice is hereby given that said mortgage will be foreclosed by a sale of the premises therein described at public auction, to the highest bidder, at the southerly or Saginaw Street entrance to the Court House in the City of Pontiac, Oakland County, Michigan, that being the building in which the Circuit Court for the County of Oakland is held, the premises described in said mortgage, or so much thereof as may be necessary to pay the amount due as aforesaid, and any sum or sums which may be paid by the undersigned at or before said sale for taxes and/or insurance on said premises, and all other sums paid by the undersigned, with interest thereon, pursuant to law and to the terms of said mortgage, and all legal costs, charges and expenses, including an attorney fee, which premises are described as follows: (8, 693, 162, 832)
column-1 (5, 29, 166, 2576)
notice-paragraph: STATE OF MICHIGAN, County of Oakland, ss. Default having been made in the terms and conditions of a certain mortgage made and executed by the mortgagors therein named to the mortgagee, dated and recorded in the office of the Register of Deeds for the County of Oakland and State of Michigan, in Liber of Mortgages, on page, on which mortgage there is claimed to be due at the date of this notice for principal and interest the sum stated, and an attorney fee as provided for in said mortgage, and no suit or proceedings at law having been instituted to recover the moneys secured by said mortgage, or any part thereof. Now, therefore, by virtue of the power of sale contained in said mortgage and the statute in such case made and provided, notice is hereby given that said mortgage will be foreclosed by a sale of the premises therein described at public auction, to the highest bidder, at the southerly or Saginaw Street entrance to the Court House in the City of Pontiac, Oakland County, Michigan, that being the building in which the Circuit Court for the County of Oakland is held, the premises described in said mortgage, or so much thereof as may be necessary to pay the amount due as aforesaid, and any sum or sums which may be paid by the undersigned at or before said sale for taxes and/or insurance on said premises, and all other sums paid by the undersigned, with interest thereon, pursuant to law and to the terms of said mortgage, and all legal costs, charges and expenses, including an attorney fee, which premises are described as follows: (167, 1980, 323, 2119)
legal-notice (328, 29, 483, 494)
notice-paragraph: STATE OF MICHIGAN, County of Oakland, ss. Default having been made in the terms and conditions of a certain mortgage made and executed by the mortgagors therein named to the mortgagee, dated and recorded in the office of the Register of Deeds for the County of Oakland and State of Michigan, in Liber of Mortgages, on page, on which mortgage there is claimed to be due at the date of this notice for principal and interest the sum stated, and an attorney fee as provided for in said mortgage, and no suit or proceedings at law having been instituted to recover the moneys secured by said mortgage, or any part thereof. Now, therefore, by virtue of the power of sale contained in said mortgage and the statute in such case made and provided, notice is hereby given that said mortgage will be foreclosed by a sale of the premises therein described at public auction, to the highest bidder, at the southerly or Saginaw Street entrance to the Court House in the City of Pontiac, Oakland County, Michigan, that being the building in which the Circuit Court for the County of Oakland is held, the premises described in said mortgage, or so much thereof as may be necessary to pay the amount due as aforesaid, and any sum or sums which may be paid by the undersigned at or before said sale for taxes and/or insurance on said premises, and all other sums paid by the undersigned, with interest thereon, pursuant to law and to the terms of said mortgage, and all legal costs, charges and expenses, including an attorney fee, which premises are described as follows: (328, 790, 483, 929)
legal-notice (809, 480, 964, 939)
notice-body (809, 960, 964, 1381)
notice-date: Feb. 21 (8, 1629, 23, 1635)
notice-paragraph: STATE OF MICHIGAN, County of Oakland, ss. Default having been made in the terms and conditions of a certain mortgage made and executed by the mortgagors therein named to the mortgagee, dated and recorded in the office of the Register of Deeds for the County of Oakland and State of Michigan, in Liber of Mortgages, on page, on which mortgage there is claimed to be due at the date of this notice for principal and interest the sum stated, and an attorney fee as provided for in said mortgage, and no suit or proceedings at law having been instituted to recover the moneys secured by said mortgage, or any part thereof. Now, therefore, by virtue of the power of sale contained in said mortgage and the statute in such case made and provided, notice is hereby given that said mortgage will be foreclosed by a sale of the premises therein described at public auction, to the highest bidder, at the southerly or Saginaw Street entrance to the Court House in the City of Pontiac, Oakland County, Michigan, that being the building in which the Circuit Court for the County of Oakland is held, the premises described in said mortgage, or so much thereof as may be necessary to pay the amount due as aforesaid, and any sum or sums which may be paid by the undersigned at or before said sale for taxes and/or insurance on said premises, and all other sums paid by the undersigned, with interest thereon, pursuant to law and to the terms of said mortgage, and all legal costs, charges and expenses, including an attorney fee, which premises are described as follows: (328, 1121, 483, 1260)
notice-body (809, 495, 964, 916)
notice-paragraph: STATE OF MICHIGAN, County of Oakland, ss. Default having been made in the terms and conditions of a certain mortgage made and executed by the mortgagors therein named to the mortgagee, dated and recorded in the office of the Register of Deeds for the County of Oakland and State of Michigan, in Liber of Mortgages, on page, on which mortgage there is claimed to be due at the date of this notice for principal and interest the sum stated, and an attorney fee as provided for in said mortgage, and no suit or proceedings at law having been instituted to recover the moneys secured by said mortgage, or any part thereof. Now, therefore, by virtue of the power of sale contained in said mortgage and the statute in such case made and provided, notice is hereby given that said mortgage will be foreclosed by a sale of the premises therein described at public auction, to the highest bidder, at the southerly or Saginaw Street entrance to the Court House in the City of Pontiac, Oakland County, Michigan, that being the building in which the Circuit Court for the County of Oakland is held, the premises described in said mortgage, or so much thereof as may be necessary to pay the amount due as aforesaid, and any sum or sums which may be paid by the undersigned at or before said sale for taxes and/or insurance on said premises, and all other sums paid by the undersigned, with interest thereon, pursuant to law and to the terms of said mortgage, and all legal costs, charges and expenses, including an attorney fee, which premises are described as follows: (809, 30, 964, 169)
legal-notice (489, 805, 643, 1270)
notice-signature: THE DETROIT SAVINGS BANK, (404, 1402, 483, 1407)
notice-attorney: WARREN, HILL & HAMBLEN, Attorneys for Mortgagee. (648, 475, 783, 481)
notice-paragraph: STATE OF MICHIGAN, County of Oakland, ss. Default having been made in the terms and conditions of a certain mortgage made and executed by the mortgagors therein named to the mortgagee, dated and recorded in the office of the Register of Deeds for the County of Oakland and State of Michigan, in Liber of Mortgages, on page, on which mortgage there is claimed to be due at the date of this notice for principal and interest the sum stated, and an attorney fee as provided for in said mortgage, and no suit or proceedings at law having been instituted to recover the moneys secured by said mortgage, or any part thereof. Now, therefore, by virtue of the power of sale contained in said mortgage and the statute in such case made and provided, notice is hereby given that said mortgage will be foreclosed by a sale of the premises therein described at public auction, to the highest bidder, at the southerly or Saginaw Street entrance to the Court House in the City of Pontiac, Oakland County, Michigan, that being the building in which the Circuit Court for the County of Oakland is held, the premises described in said mortgage, or so much thereof as may be necessary to pay the amount due as aforesaid, and any sum or sums which may be paid by the undersigned at or before said sale for taxes and/or insurance on said premises, and all other sums paid by the undersigned, with interest thereon, pursuant to law and to the terms of said mortgage, and all legal costs, charges and expenses, including an attorney fee, which premises are described as follows: (489, 1904, 643, 2042)
notice-date: Feb. 14 (809, 1859, 825, 1865)
legal-notice (8, 1314, 162, 1639)
notice-role: Solicitor for Complainant. (106, 2260, 162, 2265)
legal-notice (489, 29, 643, 340)
notice-paragraph: STATE OF MICHIGAN, County of Oakland, ss. Default having been made in the terms and conditions of a certain mortgage made and executed by the mortgagors therein named to the mortgagee, dated and recorded in the office of the Register of Deeds for the County of Oakland and State of Michigan, in Liber of Mortgages, on page, on which mortgage there is claimed to be due at the date of this notice for principal and interest the sum stated, and an attorney fee as provided for in said mortgage, and no suit or proceedings at law having been instituted to recover the moneys secured by said mortgage, or any part thereof. Now, therefore, by virtue of the power of sale contained in said mortgage and the statute in such case made and provided, notice is hereby given that said mortgage will be foreclosed by a sale of the premises therein described at public auction, to the highest bidder, at the southerly or Saginaw Street entrance to the Court House in the City of Pontiac, Oakland County, Michigan, that being the building in which the Circuit Court for the County of Oakland is held, the premises described in said mortgage, or so much thereof as may be necessary to pay the amount due as aforesaid, and any sum or sums which may be paid by the undersigned at or before said sale for taxes and/or insurance on said premises, and all other sums paid by the undersigned, with interest thereon, pursuant to law and to the terms of said mortgage, and all legal costs, charges and expenses, including an attorney fee, which premises are described as follows: (648, 1707, 804, 1845)
notice-signature: DETROIT AND SECURITY TRUST COMPANY, (369, 1867, 483, 1872)
notice-date: Feb. 28 (328, 484, 345, 489)
notice-date: Feb. 21 (648, 1865, 665, 1871)
notice-paragraph: STATE OF MICHIGAN, County of Oakland, ss. Default having been made in the terms and conditions of a certain mortgage made and executed by the mortgagors therein named to the mortgagee, dated and recorded in the office of the Register of Deeds for the County of Oakland and State of Michigan, in Liber of Mortgages, on page, on which mortgage there is claimed to be due at the date of this notice for principal and interest the sum stated, and an attorney fee as provided for in said mortgage, and no suit or proceedings at law having been instituted to recover the moneys secured by said mortgage, or any part thereof. Now, therefore, by virtue of the power of sale contained in said mortgage and the statute in such case made and provided, notice is hereby given that said mortgage will be foreclosed by a sale of the premises therein described at public auction, to the highest bidder, at the southerly or Saginaw Street entrance to the Court House in the City of Pontiac, Oakland County, Michigan, that being the building in which the Circuit Court for the County of Oakland is held, the premises described in said mortgage, or so much thereof as may be necessary to pay the amount due as aforesaid, and any sum or sums which may be paid by the undersigned at or before said sale for taxes and/or insurance on said premises, and all other sums paid by the undersigned, with interest thereon, pursuant to law and to the terms of said mortgage, and all legal costs, charges and expenses, including an attorney fee, which premises are described as follows: (489, 1763, 643, 1902)
notice-paragraph: STATE OF MICHIGAN, County of Oakland, ss. Default having been made in the terms and conditions of a certain mortgage made and executed by the mortgagors therein named to the mortgagee, dated and recorded in the office of the Register of Deeds for the County of Oakland and State of Michigan, in Liber of Mortgages, on page, on which mortgage there is claimed to be due at the date of this notice for principal and interest the sum stated, and an attorney fee as provided for in said mortgage, and no suit or proceedings at law having been instituted to recover the moneys secured by said mortgage, or any part thereof. Now, therefore, by virtue of the power of sale contained in said mortgage and the statute in such case made and provided, notice is hereby given that said mortgage will be foreclosed by a sale of the premises therein described at public auction, to the highest bidder, at the southerly or Saginaw Street entrance to the Court House in the City of Pontiac, Oakland County, Michigan, that being the building in which the Circuit Court for the County of Oakland is held, the premises described in said mortgage, or so much thereof as may be necessary to pay the amount due as aforesaid, and any sum or sums which may be paid by the undersigned at or before said sale for taxes and/or insurance on said premises, and all other sums paid by the undersigned, with interest thereon, pursuant to law and to the terms of said mortgage, and all legal costs, charges and expenses, including an attorney fee, which premises are described as follows: (8, 2291, 162, 2430)
legal-notice (809, 29, 964, 480)
notice-body (489, 1292, 643, 1713)
notice-paragraph: STATE OF MICHIGAN, County of Oakland, ss. Default having been made in the terms and conditions of a certain mortgage made and executed by the mortgagors therein named to the mortgagee, dated and recorded in the office of the Register of Deeds for the County of Oakland and State of Michigan, in Liber of Mortgages, on page, on which mortgage there is claimed to be due at the date of this notice for principal and interest the sum stated, and an attorney fee as provided for in said mortgage, and no suit or proceedings at law having been instituted to recover the moneys secured by said mortgage, or any part thereof. Now, therefore, by virtue of the power of sale contained in said mortgage and the statute in such case made and provided, notice is hereby given that said mortgage will be foreclosed by a sale of the premises therein described at public auction, to the highest bidder, at the southerly or Saginaw Street entrance to the Court House in the City of Pontiac, Oakland County, Michigan, that being the building in which the Circuit Court for the County of Oakland is held, the premises described in said mortgage, or so much thereof as may be necessary to pay the amount due as aforesaid, and any sum or sums which may be paid by the undersigned at or before said sale for taxes and/or insurance on said premises, and all other sums paid by the undersigned, with interest thereon, pursuant to law and to the terms of said mortgage, and all legal costs, charges and expenses, including an attorney fee, which premises are described as follows: (809, 2018, 964, 2157)
notice-signature: HARRY J. MERRITT (111, 1293, 162, 1298)
notice-paragraph: STATE OF MICHIGAN, County of Oakland, ss. Default having been made in the terms and conditions of a certain mortgage made and executed by the mortgagors therein named to the mortgagee, dated and recorded in the office of the Register of Deeds for the County of Oakland and State of Michigan, in Liber of Mortgages, on page, on which mortgage there is claimed to be due at the date of this notice for principal and interest the sum stated, and an attorney fee as provided for in said mortgage, and no suit or proceedings at law having been instituted to recover the moneys secured by said mortgage, or any part thereof. Now, therefore, by virtue of the power of sale contained in said mortgage and the statute in such case made and provided, notice is hereby given that said mortgage will be foreclosed by a sale of the premises therein described at public auction, to the highest bidder, at the southerly or Saginaw Street entrance to the Court House in the City of Pontiac, Oakland County, Michigan, that being the building in which the Circuit Court for the County of Oakland is held, the premises described in said mortgage, or so much thereof as may be necessary to pay the amount due as aforesaid, and any sum or sums which may be paid by the undersigned at or before said sale for taxes and/or insurance on said premises, and all other sums paid by the undersigned, with interest thereon, pursuant to law and to the terms of said mortgage, and all legal costs, charges and expenses, including an attorney fee, which premises are described as follows: (8, 509, 162, 648)
notice-role: Mortgagee. (457, 478, 483, 483)
notice-date: Feb. 21 (167, 1688, 184, 1693)
notice-paragraph: STATE OF MICHIGAN, County of Oakland, ss. Default having been made in the terms and conditions of a certain mortgage made and executed by the mortgagors therein named to the mortgagee, dated and recorded in the office of the Register of Deeds for the County of Oakland and State of Michigan, in Liber of Mortgages, on page, on which mortgage there is claimed to be due at the date of this notice for principal and interest the sum stated, and an attorney fee as provided for in said mortgage, and no suit or proceedings at law having been instituted to recover the moneys secured by said mortgage, or any part thereof. Now, therefore, by virtue of the power of sale contained in said mortgage and the statute in such case made and provided, notice is hereby given that said mortgage will be foreclosed by a sale of the premises therein described at public auction, to the highest bidder, at the southerly or Saginaw Street entrance to the Court House in the City of Pontiac, Oakland County, Michigan, that being the building in which the Circuit Court for the County of Oakland is held, the premises described in said mortgage, or so much thereof as may be necessary to pay the amount due as aforesaid, and any sum or sums which may be paid by the undersigned at or before said sale for taxes and/or insurance on said premises, and all other sums paid by the undersigned, with interest thereon, pursuant to law and to the terms of said mortgage, and all legal costs, charges and expenses, including an attorney fee, which premises are described as follows: (328, 980, 483, 1119)
notice-attorney: Lloyd J. Asher and Arthur Asford, Attorneys, 506 Union Trust Bldg. (648, 488, 803, 493)
notice-body (8, 2291, 162, 2572)
notice-date: April 25 (489, 1261, 506, 1266)
notice-attorney: Goodenough, Voorhies, Long & Ryan, Attorneys, 915 Hammond Bldg. (809, 941, 955, 952)
notice-paragraph: STATE OF MICHIGAN, County of Oakland, ss. Default having been made in the terms and conditions of a certain mortgage made and executed by the mortgagors therein named to the mortgagee, dated and recorded in the office of the Register of Deeds for the County of Oakland and State of Michigan, in Liber of Mortgages, on page, on which mortgage there is claimed to be due at the date of this notice for principal and interest the sum stated, and an attorney fee as provided for in said mortgage, and no suit or proceedings at law having been instituted to recover the moneys secured by said mortgage, or any part thereof. Now, therefore, by virtue of the power of sale contained in said mortgage and the statute in such case made and provided, notice is hereby given that said mortgage will be foreclosed by a sale of the premises therein described at public auction, to the highest bidder, at the southerly or Saginaw Street entrance to the Court House in the City of Pontiac, Oakland County, Michigan, that being the building in which the Circuit Court for the County of Oakland is held, the premises described in said mortgage, or so much thereof as may be necessary to pay the amount due as aforesaid, and any sum or sums which may be paid by the undersigned at or before said sale for taxes and/or insurance on said premises, and all other sums paid by the undersigned, with interest thereon, pursuant to law and to the terms of said mortgage, and all legal costs, charges and expenses, including an attorney fee, which premises are described as follows: (809, 960, 964, 1099)
notice-role: Circuit Court Commissioner. (101, 980, 162, 986)
notice-paragraph: STATE OF MICHIGAN, County of Oakland, ss. Default having been made in the terms and conditions of a certain mortgage made and executed by the mortgagors therein named to the mortgagee, dated and recorded in the office of the Register of Deeds for the County of Oakland and State of Michigan, in Liber of Mortgages, on page, on which mortgage there is claimed to be due at the date of this notice for principal and interest the sum stated, and an attorney fee as provided for in said mortgage, and no suit or proceedings at law having been instituted to recover the moneys secured by said mortgage, or any part thereof. Now, therefore, by virtue of the power of sale contained in said mortgage and the statute in such case made and provided, notice is hereby given that said mortgage will be foreclosed by a sale of the premises therein described at public auction, to the highest bidder, at the southerly or Saginaw Street entrance to the Court House in the City of Pontiac, Oakland County, Michigan, that being the building in which the Circuit Court for the County of Oakland is held, the premises described in said mortgage, or so much thereof as may be necessary to pay the amount due as aforesaid, and any sum or sums which may be paid by the undersigned at or before said sale for taxes and/or insurance on said premises, and all other sums paid by the undersigned, with interest thereon, pursuant to law and to the terms of said mortgage, and all legal costs, charges and expenses, including an attorney fee, which premises are described as follows: (328, 1727, 483, 1865)
notice-body (8, 1012, 162, 1292)
notice-role: Mortgagee. (939, 1388, 964, 1393)
notice-paragraph: STATE OF MICHIGAN, County of Oakland, ss. Default having been made in the terms and conditions of a certain mortgage made and executed by the mortgagors therein named to the mortgagee, dated and recorded in the office of the Register of Deeds for the County of Oakland and State of Michigan, in Liber of Mortgages, on page, on which mortgage there is claimed to be due at the date of this notice for principal and interest the sum stated, and an attorney fee as provided for in said mortgage, and no suit or proceedings at law having been instituted to recover the moneys secured by said mortgage, or any part thereof. Now, therefore, by virtue of the power of sale contained in said mortgage and the statute in such case made and provided, notice is hereby given that said mortgage will be foreclosed by a sale of the premises therein described at public auction, to the highest bidder, at the southerly or Saginaw Street entrance to the Court House in the City of Pontiac, Oakland County, Michigan, that being the building in which the Circuit Court for the County of Oakland is held, the premises described in said mortgage, or so much thereof as may be necessary to pay the amount due as aforesaid, and any sum or sums which may be paid by the undersigned at or before said sale for taxes and/or insurance on said premises, and all other sums paid by the undersigned, with interest thereon, pursuant to law and to the terms of said mortgage, and all legal costs, charges and expenses, including an attorney fee, which premises are described as follows: (8, 1795, 162, 1934)
legal-notice (8, 1639, 162, 1957)
notice-attorney: Trowbridge, Lewis & Watkins, Attorneys, Ford Building. (809, 482, 938, 487)
notice-attorney: Abbott & Coulter, Attorneys, 602 Buhl Bldg., Detroit, Mich. (8, 355, 143, 360)
notice-body (168, 514, 323, 1075)
notice-heading: A-146 (78, 43, 92, 49)
column-2 (166, 29, 326, 2576)
notice-role: Mortgagee. (298, 458, 323, 463)
legal-notice (168, 29, 323, 474)
notice-date: Feb. 21 (8, 344, 23, 349)
notice-attorney: Campbell, Bulkley & Ledyard, Attorneys, 600 Union Trust Bldg., Detroit, Mich. (167, 494, 315, 505)
notice-paragraph: STATE OF MICHIGAN, County of Oakland, ss. Default having been made in the terms and conditions of a certain mortgage made and executed by the mortgagors therein named to the mortgagee, dated and recorded in the office of the Register of Deeds for the County of Oakland and State of Michigan, in Liber of Mortgages, on page, on which mortgage there is claimed to be due at the date of this notice for principal and interest the sum stated, and an attorney fee as provided for in said mortgage, and no suit or proceedings at law having been instituted to recover the moneys secured by said mortgage, or any part thereof. Now, therefore, by virtue of the power of sale contained in said mortgage and the statute in such case made and provided, notice is hereby given that said mortgage will be foreclosed by a sale of the premises therein described at public auction, to the highest bidder, at the southerly or Saginaw Street entrance to the Court House in the City of Pontiac, Oakland County, Michigan, that being the building in which the Circuit Court for the County of Oakland is held, the premises described in said mortgage, or so much thereof as may be necessary to pay the amount due as aforesaid, and any sum or sums which may be paid by the undersigned at or before said sale for taxes and/or insurance on said premises, and all other sums paid by the undersigned, with interest thereon, pursuant to law and to the terms of said mortgage, and all legal costs, charges and expenses, including an attorney fee, which premises are described as follows: (648, 1566, 804, 1705)
notice-paragraph: STATE OF MICHIGAN, County of Oakland, ss. Default having been made in the terms and conditions of a certain mortgage made and executed by the mortgagors therein named to the mortgagee, dated and recorded in the office of the Register of Deeds for the County of Oakland and State of Michigan, in Liber of Mortgages, on page, on which mortgage there is claimed to be due at the date of this notice for principal and interest the sum stated, and an attorney fee as provided for in said mortgage, and no suit or proceedings at law having been instituted to recover the moneys secured by said mortgage, or any part thereof. Now, therefore, by virtue of the power of sale contained in said mortgage and the statute in such case made and provided, notice is hereby given that said mortgage will be foreclosed by a sale of the premises therein described at public auction, to the highest bidder, at the southerly or Saginaw Street entrance to the Court House in the City of Pontiac, Oakland County, Michigan, that being the building in which the Circuit Court for the County of Oakland is held, the premises described in said mortgage, or so much thereof as may be necessary to pay the amount due as aforesaid, and any sum or sums which may be paid by the undersigned at or before said sale for taxes and/or insurance on said premises, and all other sums paid by the undersigned, with interest thereon, pursuant to law and to the terms of said mortgage, and all legal costs, charges and expenses, including an attorney fee, which premises are described as follows: (809, 1566, 964, 1705)
notice-body (489, 37, 643, 318)
notice-paragraph: STATE OF MICHIGAN, County of Oakland, ss. Default having been made in the terms and conditions of a certain mortgage made and executed by the mortgagors therein named to the mortgagee, dated and recorded in the office of the Register of Deeds for the County of Oakland and State of Michigan, in Liber of Mortgages, on page, on which mortgage there is claimed to be due at the date of this notice for principal and interest the sum stated, and an attorney fee as provided for in said mortgage, and no suit or proceedings at law having been instituted to recover the moneys secured by said mortgage, or any part thereof. Now, therefore, by virtue of the power of sale contained in said mortgage and the statute in such case made and provided, notice is hereby given that said mortgage will be foreclosed by a sale of the premises therein described at public auction, to the highest bidder, at the southerly or Saginaw Street entrance to the Court House in the City of Pontiac, Oakland County, Michigan, that being the building in which the Circuit Court for the County of Oakland is held, the premises described in said mortgage, or so much thereof as may be necessary to pay the amount due as aforesaid, and any sum or sums which may be paid by the undersigned at or before said sale for taxes and/or insurance on said premises, and all other sums paid by the undersigned, with interest thereon, pursuant to law and to the terms of said mortgage, and all legal costs, charges and expenses, including an attorney fee, which premises are described as follows: (489, 1108, 643, 1247)
notice-paragraph: STATE OF MICHIGAN, County of Oakland, ss. Default having been made in the terms and conditions of a certain mortgage made and executed by the mortgagors therein named to the mortgagee, dated and recorded in the office of the Register of Deeds for the County of Oakland and State of Michigan, in Liber of Mortgages, on page, on which mortgage there is claimed to be due at the date of this notice for principal and interest the sum stated, and an attorney fee as provided for in said mortgage, and no suit or proceedings at law having been instituted to recover the moneys secured by said mortgage, or any part thereof. Now, therefore, by virtue of the power of sale contained in said mortgage and the statute in such case made and provided, notice is hereby given that said mortgage will be foreclosed by a sale of the premises therein described at public auction, to the highest bidder, at the southerly or Saginaw Street entrance to the Court House in the City of Pontiac, Oakland County, Michigan, that being the building in which the Circuit Court for the County of Oakland is held, the premises described in said mortgage, or so much thereof as may be necessary to pay the amount due as aforesaid, and any sum or sums which may be paid by the undersigned at or before said sale for taxes and/or insurance on said premises, and all other sums paid by the undersigned, with interest thereon, pursuant to law and to the terms of said mortgage, and all legal costs, charges and expenses, including an attorney fee, which premises are described as follows: (328, 191, 483, 330)
legal-notice (8, 1957, 162, 2276)
notice-signature: EARL L. PHILLIPS, (594, 318, 643, 324)
notice-paragraph: STATE OF MICHIGAN, County of Oakland, ss. Default having been made in the terms and conditions of a certain mortgage made and executed by the mortgagors therein named to the mortgagee, dated and recorded in the office of the Register of Deeds for the County of Oakland and State of Michigan, in Liber of Mortgages, on page, on which mortgage there is claimed to be due at the date of this notice for principal and interest the sum stated, and an attorney fee as provided for in said mortgage, and no suit or proceedings at law having been instituted to recover the moneys secured by said mortgage, or any part thereof. Now, therefore, by virtue of the power of sale contained in said mortgage and the statute in such case made and provided, notice is hereby given that said mortgage will be foreclosed by a sale of the premises therein described at public auction, to the highest bidder, at the southerly or Saginaw Street entrance to the Court House in the City of Pontiac, Oakland County, Michigan, that being the building in which the Circuit Court for the County of Oakland is held, the premises described in said mortgage, or so much thereof as may be necessary to pay the amount due as aforesaid, and any sum or sums which may be paid by the undersigned at or before said sale for taxes and/or insurance on said premises, and all other sums paid by the undersigned, with interest thereon, pursuant to law and to the terms of said mortgage, and all legal costs, charges and expenses, including an attorney fee, which premises are described as follows: (8, 1655, 162, 1793)
notice-body (489, 362, 643, 783)
notice-role: Circuit Judge. (292, 1681, 323, 1687)
legal-notice (649, 486, 804, 945)
notice-paragraph: STATE OF MICHIGAN, County of Oakland, ss. Default having been made in the terms and conditions of a certain mortgage made and executed by the mortgagors therein named to the mortgagee, dated and recorded in the office of the Register of Deeds for the County of Oakland and State of Michigan, in Liber of Mortgages, on page, on which mortgage there is claimed to be due at the date of this notice for principal and interest the sum stated, and an attorney fee as provided for in said mortgage, and no suit or proceedings at law having been instituted to recover the moneys secured by said mortgage, or any part thereof. Now, therefore, by virtue of the power of sale contained in said mortgage and the statute in such case made and provided, notice is hereby given that said mortgage will be foreclosed by a sale of the premises therein described at public auction, to the highest bidder, at the southerly or Saginaw Street entrance to the Court House in the City of Pontiac, Oakland County, Michigan, that being the building in which the Circuit Court for the County of Oakland is held, the premises described in said mortgage, or so much thereof as may be necessary to pay the amount due as aforesaid, and any sum or sums which may be paid by the undersigned at or before said sale for taxes and/or insurance on said premises, and all other sums paid by the undersigned, with interest thereon, pursuant to law and to the terms of said mortgage, and all legal costs, charges and expenses, including an attorney fee, which premises are described as follows: (809, 636, 964, 775)
notice-date: April 25 (328, 949, 345, 954)
notice-role: Mortgagee. (457, 943, 483, 948)
legal-notice (328, 1424, 483, 1889)
notice-date: Feb. 14 (8, 1305, 23, 1310)
notice-role: Circuit Court Commissioner. (101, 1299, 162, 1304)
notice-attorney: John Hal Engel, Attorney, 2222-5 Buhl Bldg., Detroit, Mich. (167, 1099, 303, 1104)
notice-attorney: Miller, Canfield, Paddock & Stone, Attorneys, 2446 Penobscot Bldg., Detroit, Mich. (328, 1426, 469, 1437)
notice-signature: PAUL R. GRAY, (926, 1382, 964, 1387)
notice-role: Mortgagee. (298, 1082, 323, 1087)
notice-heading: 15183 (238, 1106, 253, 1111)
notice-attorney: Miller, Canfield, Paddock & Stone, Attorneys, 2446 Penobscot Bldg., Detroit, Mich. (489, 807, 629, 818)
notice-date: Feb. 26 (167, 2127, 184, 2132)
legal-notice (8, 996, 162, 1314)
notice-body (328, 1445, 483, 1866)
notice-body (649, 1426, 804, 1846)
notice-date: March 25 (648, 935, 669, 941)
notice-signature: MARY M. PEIRCE, (756, 452, 804, 457)
notice-paragraph: STATE OF MICHIGAN, County of Oakland, ss. Default having been made in the terms and conditions of a certain mortgage made and executed by the mortgagors therein named to the mortgagee, dated and recorded in the office of the Register of Deeds for the County of Oakland and State of Michigan, in Liber of Mortgages, on page, on which mortgage there is claimed to be due at the date of this notice for principal and interest the sum stated, and an attorney fee as provided for in said mortgage, and no suit or proceedings at law having been instituted to recover the moneys secured by said mortgage, or any part thereof. Now, therefore, by virtue of the power of sale contained in said mortgage and the statute in such case made and provided, notice is hereby given that said mortgage will be foreclosed by a sale of the premises therein described at public auction, to the highest bidder, at the southerly or Saginaw Street entrance to the Court House in the City of Pontiac, Oakland County, Michigan, that being the building in which the Circuit Court for the County of Oakland is held, the premises described in said mortgage, or so much thereof as may be necessary to pay the amount due as aforesaid, and any sum or sums which may be paid by the undersigned at or before said sale for taxes and/or insurance on said premises, and all other sums paid by the undersigned, with interest thereon, pursuant to law and to the terms of said mortgage, and all legal costs, charges and expenses, including an attorney fee, which premises are described as follows: (8, 1152, 162, 1291)
notice-heading: NOTICE OF MORTGAGE FORECLOSURE SALE (506, 1756, 626, 1761)
notice-attorney: Warren, Hill & Hamblen, Attorneys, Union Trust Bldg., Detroit, Mich. (489, 1743, 634, 1754)
notice-signature: ALEXANDER SMITH, Attorneys for Plaintiff. (215, 2120, 323, 2126)
notice-paragraph: STATE OF MICHIGAN, County of Oakland, ss. Default having been made in the terms and conditions of a certain mortgage made and executed by the mortgagors therein named to the mortgagee, dated and recorded in the office of the Register of Deeds for the County of Oakland and State of Michigan, in Liber of Mortgages, on page, on which mortgage there is claimed to be due at the date of this notice for principal and interest the sum stated, and an attorney fee as provided for in said mortgage, and no suit or proceedings at law having been instituted to recover the moneys secured by said mortgage, or any part thereof. Now, therefore, by virtue of the power of sale contained in said mortgage and the statute in such case made and provided, notice is hereby given that said mortgage will be foreclosed by a sale of the premises therein described at public auction, to the highest bidder, at the southerly or Saginaw Street entrance to the Court House in the City of Pontiac, Oakland County, Michigan, that being the building in which the Circuit Court for the County of Oakland is held, the premises described in said mortgage, or so much thereof as may be necessary to pay the amount due as aforesaid, and any sum or sums which may be paid by the undersigned at or before said sale for taxes and/or insurance on said premises, and all other sums paid by the undersigned, with interest thereon, pursuant to law and to the terms of said mortgage, and all legal costs, charges and expenses, including an attorney fee, which premises are described as follows: (8, 2114, 162, 2252)
notice-paragraph: STATE OF MICHIGAN, County of Oakland, ss. Default having been made in the terms and conditions of a certain mortgage made and executed by the mortgagors therein named to the mortgagee, dated and recorded in the office of the Register of Deeds for the County of Oakland and State of Michigan, in Liber of Mortgages, on page, on which mortgage there is claimed to be due at the date of this notice for principal and interest the sum stated, and an attorney fee as provided for in said mortgage, and no suit or proceedings at law having been instituted to recover the moneys secured by said mortgage, or any part thereof. Now, therefore, by virtue of the power of sale contained in said mortgage and the statute in such case made and provided, notice is hereby given that said mortgage will be foreclosed by a sale of the premises therein described at public auction, to the highest bidder, at the southerly or Saginaw Street entrance to the Court House in the City of Pontiac, Oakland County, Michigan, that being the building in which the Circuit Court for the County of Oakland is held, the premises described in said mortgage, or so much thereof as may be necessary to pay the amount due as aforesaid, and any sum or sums which may be paid by the undersigned at or before said sale for taxes and/or insurance on said premises, and all other sums paid by the undersigned, with interest thereon, pursuant to law and to the terms of said mortgage, and all legal costs, charges and expenses, including an attorney fee, which premises are described as follows: (648, 30, 804, 169)
notice-body (649, 30, 804, 451)
notice-date: Feb. 21 (8, 1948, 23, 1953)
notice-body (8, 1336, 162, 1616)
notice-date: Feb. 7 (809, 929, 823, 934)
notice-paragraph: STATE OF MICHIGAN, County of Oakland, ss. Default having been made in the terms and conditions of a certain mortgage made and executed by the mortgagors therein named to the mortgagee, dated and recorded in the office of the Register of Deeds for the County of Oakland and State of Michigan, in Liber of Mortgages, on page, on which mortgage there is claimed to be due at the date of this notice for principal and interest the sum stated, and an attorney fee as provided for in said mortgage, and no suit or proceedings at law having been instituted to recover the moneys secured by said mortgage, or any part thereof. Now, therefore, by virtue of the power of sale contained in said mortgage and the statute in such case made and provided, notice is hereby given that said mortgage will be foreclosed by a sale of the premises therein described at public auction, to the highest bidder, at the southerly or Saginaw Street entrance to the Court House in the City of Pontiac, Oakland County, Michigan, that being the building in which the Circuit Court for the County of Oakland is held, the premises described in said mortgage, or so much thereof as may be necessary to pay the amount due as aforesaid, and any sum or sums which may be paid by the undersigned at or before said sale for taxes and/or insurance on said premises, and all other sums paid by the undersigned, with interest thereon, pursuant to law and to the terms of said mortgage, and all legal costs, charges and expenses, including an attorney fee, which premises are described as follows: (167, 171, 323, 310)
notice-signature: HARRY J. MERRITT (111, 974, 162, 980)
notice-attorney: Bethune D. Blain, Attorney, 910 Dime Bank Bldg., Detroit, Mich. (8, 1641, 154, 1646)
notice-heading: MORTGAGE SALE (542, 1285, 589, 1290)
notice-date: Feb. 7 (8, 662, 21, 667)
notice-attorney: Miller, Canfield, Paddock & Stone, Attorneys, 2446 Penobscot Bldg., Detroit, Mich. (328, 960, 469, 972)
notice-paragraph: STATE OF MICHIGAN, County of Oakland, ss. Default having been made in the terms and conditions of a certain mortgage made and executed by the mortgagors therein named to the mortgagee, dated and recorded in the office of the Register of Deeds for the County of Oakland and State of Michigan, in Liber of Mortgages, on page, on which mortgage there is claimed to be due at the date of this notice for principal and interest the sum stated, and an attorney fee as provided for in said mortgage, and no suit or proceedings at law having been instituted to recover the moneys secured by said mortgage, or any part thereof. Now, therefore, by virtue of the power of sale contained in said mortgage and the statute in such case made and provided, notice is hereby given that said mortgage will be foreclosed by a sale of the premises therein described at public auction, to the highest bidder, at the southerly or Saginaw Street entrance to the Court House in the City of Pontiac, Oakland County, Michigan, that being the building in which the Circuit Court for the County of Oakland is held, the premises described in said mortgage, or so much thereof as may be necessary to pay the amount due as aforesaid, and any sum or sums which may be paid by the undersigned at or before said sale for taxes and/or insurance on said premises, and all other sums paid by the undersigned, with interest thereon, pursuant to law and to the terms of said mortgage, and all legal costs, charges and expenses, including an attorney fee, which premises are described as follows: (489, 362, 643, 501)
notice-paragraph: STATE OF MICHIGAN, County of Oakland, ss. Default having been made in the terms and conditions of a certain mortgage made and executed by the mortgagors therein named to the mortgagee, dated and recorded in the office of the Register of Deeds for the County of Oakland and State of Michigan, in Liber of Mortgages, on page, on which mortgage there is claimed to be due at the date of this notice for principal and interest the sum stated, and an attorney fee as provided for in said mortgage, and no suit or proceedings at law having been instituted to recover the moneys secured by said mortgage, or any part thereof. Now, therefore, by virtue of the power of sale contained in said mortgage and the statute in such case made and provided, notice is hereby given that said mortgage will be foreclosed by a sale of the premises therein described at public auction, to the highest bidder, at the southerly or Saginaw Street entrance to the Court House in the City of Pontiac, Oakland County, Michigan, that being the building in which the Circuit Court for the County of Oakland is held, the premises described in said mortgage, or so much thereof as may be necessary to pay the amount due as aforesaid, and any sum or sums which may be paid by the undersigned at or before said sale for taxes and/or insurance on said premises, and all other sums paid by the undersigned, with interest thereon, pursuant to law and to the terms of said mortgage, and all legal costs, charges and expenses, including an attorney fee, which premises are described as follows: (809, 171, 964, 310)
notice-date: Feb. 28 (8, 2266, 23, 2271)
notice-paragraph: STATE OF MICHIGAN, County of Oakland, ss. Default having been made in the terms and conditions of a certain mortgage made and executed by the mortgagors therein named to the mortgagee, dated and recorded in the office of the Register of Deeds for the County of Oakland and State of Michigan, in Liber of Mortgages, on page, on which mortgage there is claimed to be due at the date of this notice for principal and interest the sum stated, and an attorney fee as provided for in said mortgage, and no suit or proceedings at law having been instituted to recover the moneys secured by said mortgage, or any part thereof. Now, therefore, by virtue of the power of sale contained in said mortgage and the statute in such case made and provided, notice is hereby given that said mortgage will be foreclosed by a sale of the premises therein described at public auction, to the highest bidder, at the southerly or Saginaw Street entrance to the Court House in the City of Pontiac, Oakland County, Michigan, that being the building in which the Circuit Court for the County of Oakland is held, the premises described in said mortgage, or so much thereof as may be necessary to pay the amount due as aforesaid, and any sum or sums which may be paid by the undersigned at or before said sale for taxes and/or insurance on said premises, and all other sums paid by the undersigned, with interest thereon, pursuant to law and to the terms of said mortgage, and all legal costs, charges and expenses, including an attorney fee, which premises are described as follows: (809, 2159, 964, 2297)
notice-signature: UNION TRUST COMPANY, (256, 1076, 323, 1081)
notice-body (328, 50, 483, 471)
notice-role: Assignee of Mortgagee. (592, 1726, 643, 1731)
notice-paragraph: STATE OF MICHIGAN, County of Oakland, ss. Default having been made in the terms and conditions of a certain mortgage made and executed by the mortgagors therein named to the mortgagee, dated and recorded in the office of the Register of Deeds for the County of Oakland and State of Michigan, in Liber of Mortgages, on page, on which mortgage there is claimed to be due at the date of this notice for principal and interest the sum stated, and an attorney fee as provided for in said mortgage, and no suit or proceedings at law having been instituted to recover the moneys secured by said mortgage, or any part thereof. Now, therefore, by virtue of the power of sale contained in said mortgage and the statute in such case made and provided, notice is hereby given that said mortgage will be foreclosed by a sale of the premises therein described at public auction, to the highest bidder, at the southerly or Saginaw Street entrance to the Court House in the City of Pontiac, Oakland County, Michigan, that being the building in which the Circuit Court for the County of Oakland is held, the premises described in said mortgage, or so much thereof as may be necessary to pay the amount due as aforesaid, and any sum or sums which may be paid by the undersigned at or before said sale for taxes and/or insurance on said premises, and all other sums paid by the undersigned, with interest thereon, pursuant to law and to the terms of said mortgage, and all legal costs, charges and expenses, including an attorney fee, which premises are described as follows: (489, 967, 643, 1106)
notice-paragraph: STATE OF MICHIGAN, County of Oakland, ss. Default having been made in the terms and conditions of a certain mortgage made and executed by the mortgagors therein named to the mortgagee, dated and recorded in the office of the Register of Deeds for the County of Oakland and State of Michigan, in Liber of Mortgages, on page, on which mortgage there is claimed to be due at the date of this notice for principal and interest the sum stated, and an attorney fee as provided for in said mortgage, and no suit or proceedings at law having been instituted to recover the moneys secured by said mortgage, or any part thereof. Now, therefore, by virtue of the power of sale contained in said mortgage and the statute in such case made and provided, notice is hereby given that said mortgage will be foreclosed by a sale of the premises therein described at public auction, to the highest bidder, at the southerly or Saginaw Street entrance to the Court House in the City of Pontiac, Oakland County, Michigan, that being the building in which the Circuit Court for the County of Oakland is held, the premises described in said mortgage, or so much thereof as may be necessary to pay the amount due as aforesaid, and any sum or sums which may be paid by the undersigned at or before said sale for taxes and/or insurance on said premises, and all other sums paid by the undersigned, with interest thereon, pursuant to law and to the terms of said mortgage, and all legal costs, charges and expenses, including an attorney fee, which premises are described as follows: (167, 654, 323, 793)
notice-paragraph: STATE OF MICHIGAN, County of Oakland, ss. Default having been made in the terms and conditions of a certain mortgage made and executed by the mortgagors therein named to the mortgagee, dated and recorded in the office of the Register of Deeds for the County of Oakland and State of Michigan, in Liber of Mortgages, on page, on which mortgage there is claimed to be due at the date of this notice for principal and interest the sum stated, and an attorney fee as provided for in said mortgage, and no suit or proceedings at law having been instituted to recover the moneys secured by said mortgage, or any part thereof. Now, therefore, by virtue of the power of sale contained in said mortgage and the statute in such case made and provided, notice is hereby given that said mortgage will be foreclosed by a sale of the premises therein described at public auction, to the highest bidder, at the southerly or Saginaw Street entrance to the Court House in the City of Pontiac, Oakland County, Michigan, that being the building in which the Circuit Court for the County of Oakland is held, the premises described in said mortgage, or so much thereof as may be necessary to pay the amount due as aforesaid, and any sum or sums which may be paid by the undersigned at or before said sale for taxes and/or insurance on said premises, and all other sums paid by the undersigned, with interest thereon, pursuant to law and to the terms of said mortgage, and all legal costs, charges and expenses, including an attorney fee, which premises are described as follows: (648, 1426, 804, 1564)
notice-body (809, 30, 964, 451)
notice-date: April 25 (489, 796, 506, 801)
column-6 (806, 29, 967, 2576)
notice-paragraph: STATE OF MICHIGAN, County of Oakland, ss. Default having been made in the terms and conditions of a certain mortgage made and executed by the mortgagors therein named to the mortgagee, dated and recorded in the office of the Register of Deeds for the County of Oakland and State of Michigan, in Liber of Mortgages, on page, on which mortgage there is claimed to be due at the date of this notice for principal and interest the sum stated, and an attorney fee as provided for in said mortgage, and no suit or proceedings at law having been instituted to recover the moneys secured by said mortgage, or any part thereof. Now, therefore, by virtue of the power of sale contained in said mortgage and the statute in such case made and provided, notice is hereby given that said mortgage will be foreclosed by a sale of the premises therein described at public auction, to the highest bidder, at the southerly or Saginaw Street entrance to the Court House in the City of Pontiac, Oakland County, Michigan, that being the building in which the Circuit Court for the County of Oakland is held, the premises described in said mortgage, or so much thereof as may be necessary to pay the amount due as aforesaid, and any sum or sums which may be paid by the undersigned at or before said sale for taxes and/or insurance on said premises, and all other sums paid by the undersigned, with interest thereon, pursuant to law and to the terms of said mortgage, and all legal costs, charges and expenses, including an attorney fee, which premises are described as follows: (809, 311, 964, 450)
notice-attorney: Wilkinson, Lowther, Wilkinson & O'Connell, Attorneys, 1425 Dime Bank Bldg., Detroit, Michigan. (328, 30, 481, 42)
notice-paragraph: STATE OF MICHIGAN, County of Oakland, ss. Default having been made in the terms and conditions of a certain mortgage made and executed by the mortgagors therein named to the mortgagee, dated and recorded in the office of the Register of Deeds for the County of Oakland and State of Michigan, in Liber of Mortgages, on page, on which mortgage there is claimed to be due at the date of this notice for principal and interest the sum stated, and an attorney fee as provided for in said mortgage, and no suit or proceedings at law having been instituted to recover the moneys secured by said mortgage, or any part thereof. Now, therefore, by virtue of the power of sale contained in said mortgage and the statute in such case made and provided, notice is hereby given that said mortgage will be foreclosed by a sale of the premises therein described at public auction, to the highest bidder, at the southerly or Saginaw Street entrance to the Court House in the City of Pontiac, Oakland County, Michigan, that being the building in which the Circuit Court for the County of Oakland is held, the premises described in said mortgage, or so much thereof as may be necessary to pay the amount due as aforesaid, and any sum or sums which may be paid by the undersigned at or before said sale for taxes and/or insurance on said premises, and all other sums paid by the undersigned, with interest thereon, pursuant to law and to the terms of said mortgage, and all legal costs, charges and expenses, including an attorney fee, which premises are described as follows: (489, 1432, 643, 1571)
notice-heading: 14887 (78, 1966, 92, 1971)
notice-heading: MORTGAGE SALE (542, 355, 589, 360)
notice-paragraph: STATE OF MICHIGAN, County of Oakland, ss. Default having been made in the terms and conditions of a certain mortgage made and executed by the mortgagors therein named to the mortgagee, dated and recorded in the office of the Register of Deeds for the County of Oakland and State of Michigan, in Liber of Mortgages, on page, on which mortgage there is claimed to be due at the date of this notice for principal and interest the sum stated, and an attorney fee as provided for in said mortgage, and no suit or proceedings at law having been instituted to recover the moneys secured by said mortgage, or any part thereof. Now, therefore, by virtue of the power of sale contained in said mortgage and the statute in such case made and provided, notice is hereby given that said mortgage will be foreclosed by a sale of the premises therein described at public auction, to the highest bidder, at the southerly or Saginaw Street entrance to the Court House in the City of Pontiac, Oakland County, Michigan, that being the building in which the Circuit Court for the County of Oakland is held, the premises described in said mortgage, or so much thereof as may be necessary to pay the amount due as aforesaid, and any sum or sums which may be paid by the undersigned at or before said sale for taxes and/or insurance on said premises, and all other sums paid by the undersigned, with interest thereon, pursuant to law and to the terms of said mortgage, and all legal costs, charges and expenses, including an attorney fee, which premises are described as follows: (648, 960, 804, 1099)
notice-date: Feb. 7 (8, 986, 21, 992)
notice-heading: MORTGAGE FORECLOSURE SALE (842, 1419, 931, 1424)
legal-notice (649, 1404, 804, 1875)
notice-date: April 25 (328, 1414, 345, 1419)
notice-paragraph: STATE OF MICHIGAN, County of Oakland, ss. Default having been made in the terms and conditions of a certain mortgage made and executed by the mortgagors therein named to the mortgagee, dated and recorded in the office of the Register of Deeds for the County of Oakland and State of Michigan, in Liber of Mortgages, on page, on which mortgage there is claimed to be due at the date of this notice for principal and interest the sum stated, and an attorney fee as provided for in said mortgage, and no suit or proceedings at law having been instituted to recover the moneys secured by said mortgage, or any part thereof. Now, therefore, by virtue of the power of sale contained in said mortgage and the statute in such case made and provided, notice is hereby given that said mortgage will be foreclosed by a sale of the premises therein described at public auction, to the highest bidder, at the southerly or Saginaw Street entrance to the Court House in the City of Pontiac, Oakland County, Michigan, that being the building in which the Circuit Court for the County of Oakland is held, the premises described in said mortgage, or so much thereof as may be necessary to pay the amount due as aforesaid, and any sum or sums which may be paid by the undersigned at or before said sale for taxes and/or insurance on said premises, and all other sums paid by the undersigned, with interest thereon, pursuant to law and to the terms of said mortgage, and all legal costs, charges and expenses, including an attorney fee, which premises are described as follows: (8, 50, 162, 189)
notice-body (649, 960, 804, 1381)
notice-paragraph: STATE OF MICHIGAN, County of Oakland, ss. Default having been made in the terms and conditions of a certain mortgage made and executed by the mortgagors therein named to the mortgagee, dated and recorded in the office of the Register of Deeds for the County of Oakland and State of Michigan, in Liber of Mortgages, on page, on which mortgage there is claimed to be due at the date of this notice for principal and interest the sum stated, and an attorney fee as provided for in said mortgage, and no suit or proceedings at law having been instituted to recover the moneys secured by said mortgage, or any part thereof. Now, therefore, by virtue of the power of sale contained in said mortgage and the statute in such case made and provided, notice is hereby given that said mortgage will be foreclosed by a sale of the premises therein described at public auction, to the highest bidder, at the southerly or Saginaw Street entrance to the Court House in the City of Pontiac, Oakland County, Michigan, that being the building in which the Circuit Court for the County of Oakland is held, the premises described in said mortgage, or so much thereof as may be necessary to pay the amount due as aforesaid, and any sum or sums which may be paid by the undersigned at or before said sale for taxes and/or insurance on said premises, and all other sums paid by the undersigned, with interest thereon, pursuant to law and to the terms of said mortgage, and all legal costs, charges and expenses, including an attorney fee, which premises are described as follows: (167, 1699, 323, 1838)
column-5 (647, 29, 807, 2576)
notice-body (8, 693, 162, 973)
notice-signature: BERNARD A. CLARK, (910, 2299, 964, 2304)
notice-signature: MILLER, CANFIELD, PADDOCK & STONE, (535, 783, 643, 789)
legal-notice (649, 474, 804, 486)
notice-body (809, 1878, 964, 2298)
notice-heading: MORTGAGE SALE (702, 954, 750, 959)
notice-date: March 14 (809, 2311, 829, 2317)
notice-signature: HARRY J. MERRITT (111, 1936, 162, 1941)
notice-signature: EDWARD R. KEHOE (111, 2254, 162, 2259)
notice-role: Circuit Court Commissioner. (101, 338, 162, 343)
notice-paragraph: STATE OF MICHIGAN, County of Oakland, ss. Default having been made in the terms and conditions of a certain mortgage made and executed by the mortgagors therein named to the mortgagee, dated and recorded in the office of the Register of Deeds for the County of Oakland and State of Michigan, in Liber of Mortgages, on page, on which mortgage there is claimed to be due at the date of this notice for principal and interest the sum stated, and an attorney fee as provided for in said mortgage, and no suit or proceedings at law having been instituted to recover the moneys secured by said mortgage, or any part thereof. Now, therefore, by virtue of the power of sale contained in said mortgage and the statute in such case made and provided, notice is hereby given that said mortgage will be foreclosed by a sale of the premises therein described at public auction, to the highest bidder, at the southerly or Saginaw Street entrance to the Court House in the City of Pontiac, Oakland County, Michigan, that being the building in which the Circuit Court for the County of Oakland is held, the premises described in said mortgage, or so much thereof as may be necessary to pay the amount due as aforesaid, and any sum or sums which may be paid by the undersigned at or before said sale for taxes and/or insurance on said premises, and all other sums paid by the undersigned, with interest thereon, pursuant to law and to the terms of said mortgage, and all legal costs, charges and expenses, including an attorney fee, which premises are described as follows: (328, 331, 483, 470)
notice-role: Circuit Court Commissioner. (101, 1623, 162, 1629)
notice-heading: MORTGAGE SALE (382, 973, 430, 979)
notice-signature: GROSFIELD INVESTMENT COMPANY, (225, 452, 323, 457)
notice-paragraph: STATE OF MICHIGAN, County of Oakland, ss. Default having been made in the terms and conditions of a certain mortgage made and executed by the mortgagors therein named to the mortgagee, dated and recorded in the office of the Register of Deeds for the County of Oakland and State of Michigan, in Liber of Mortgages, on page, on which mortgage there is claimed to be due at the date of this notice for principal and interest the sum stated, and an attorney fee as provided for in said mortgage, and no suit or proceedings at law having been instituted to recover the moneys secured by said mortgage, or any part thereof. Now, therefore, by virtue of the power of sale contained in said mortgage and the statute in such case made and provided, notice is hereby given that said mortgage will be foreclosed by a sale of the premises therein described at public auction, to the highest bidder, at the southerly or Saginaw Street entrance to the Court House in the City of Pontiac, Oakland County, Michigan, that being the building in which the Circuit Court for the County of Oakland is held, the premises described in said mortgage, or so much thereof as may be necessary to pay the amount due as aforesaid, and any sum or sums which may be paid by the undersigned at or before said sale for taxes and/or insurance on said premises, and all other sums paid by the undersigned, with interest thereon, pursuant to law and to the terms of said mortgage, and all legal costs, charges and expenses, including an attorney fee, which premises are described as follows: (328, 1445, 483, 1584)
notice-paragraph: STATE OF MICHIGAN, County of Oakland, ss. Default having been made in the terms and conditions of a certain mortgage made and executed by the mortgagors therein named to the mortgagee, dated and recorded in the office of the Register of Deeds for the County of Oakland and State of Michigan, in Liber of Mortgages, on page, on which mortgage there is claimed to be due at the date of this notice for principal and interest the sum stated, and an attorney fee as provided for in said mortgage, and no suit or proceedings at law having been instituted to recover the moneys secured by said mortgage, or any part thereof. Now, therefore, by virtue of the power of sale contained in said mortgage and the statute in such case made and provided, notice is hereby given that said mortgage will be foreclosed by a sale of the premises therein described at public auction, to the highest bidder, at the southerly or Saginaw Street entrance to the Court House in the City of Pontiac, Oakland County, Michigan, that being the building in which the Circuit Court for the County of Oakland is held, the premises described in said mortgage, or so much thereof as may be necessary to pay the amount due as aforesaid, and any sum or sums which may be paid by the undersigned at or before said sale for taxes and/or insurance on said premises, and all other sums paid by the undersigned, with interest thereon, pursuant to law and to the terms of said mortgage, and all legal costs, charges and expenses, including an attorney fee, which premises are described as follows: (8, 834, 162, 973)
notice-paragraph: STATE OF MICHIGAN, County of Oakland, ss. Default having been made in the terms and conditions of a certain mortgage made and executed by the mortgagors therein named to the mortgagee, dated and recorded in the office of the Register of Deeds for the County of Oakland and State of Michigan, in Liber of Mortgages, on page, on which mortgage there is claimed to be due at the date of this notice for principal and interest the sum stated, and an attorney fee as provided for in said mortgage, and no suit or proceedings at law having been instituted to recover the moneys secured by said mortgage, or any part thereof. Now, therefore, by virtue of the power of sale contained in said mortgage and the statute in such case made and provided, notice is hereby given that said mortgage will be foreclosed by a sale of the premises therein described at public auction, to the highest bidder, at the southerly or Saginaw Street entrance to the Court House in the City of Pontiac, Oakland County, Michigan, that being the building in which the Circuit Court for the County of Oakland is held, the premises described in said mortgage, or so much thereof as may be necessary to pay the amount due as aforesaid, and any sum or sums which may be paid by the undersigned at or before said sale for taxes and/or insurance on said premises, and all other sums paid by the undersigned, with interest thereon, pursuant to law and to the terms of said mortgage, and all legal costs, charges and expenses, including an attorney fee, which premises are described as follows: (8, 1012, 162, 1150)
notice-heading: NOTICE OF MORTGAGE FORECLOSURE SALE (25, 2284, 145, 2290)
notice-paragraph: STATE OF MICHIGAN, County of Oakland, ss. Default having been made in the terms and conditions of a certain mortgage made and executed by the mortgagors therein named to the mortgagee, dated and recorded in the office of the Register of Deeds for the County of Oakland and State of Michigan, in Liber of Mortgages, on page, on which mortgage there is claimed to be due at the date of this notice for principal and interest the sum stated, and an attorney fee as provided for in said mortgage, and no suit or proceedings at law having been instituted to recover the moneys secured by said mortgage, or any part thereof. Now, therefore, by virtue of the power of sale contained in said mortgage and the statute in such case made and provided, notice is hereby given that said mortgage will be foreclosed by a sale of the premises therein described at public auction, to the highest bidder, at the southerly or Saginaw Street entrance to the Court House in the City of Pontiac, Oakland County, Michigan, that being the building in which the Circuit Court for the County of Oakland is held, the premises described in said mortgage, or so much thereof as may be necessary to pay the amount due as aforesaid, and any sum or sums which may be paid by the undersigned at or before said sale for taxes and/or insurance on said premises, and all other sums paid by the undersigned, with interest thereon, pursuant to law and to the terms of said mortgage, and all legal costs, charges and expenses, including an attorney fee, which premises are described as follows: (167, 1254, 323, 1393)
notice-role: Attorneys for Mortgagee. (749, 929, 804, 934)
notice-role: Assignee of Mortgagee. (752, 1859, 804, 1865)
notice-signature: THE JEWISH AGRICULTURAL AND INDUSTRIAL AID SOCIETY, (348, 931, 483, 942)
notice-role: Assignee of Mortgagee. (914, 464, 964, 469)
notice-paragraph: STATE OF MICHIGAN, County of Oakland, ss. Default having been made in the terms and conditions of a certain mortgage made and executed by the mortgagors therein named to the mortgagee, dated and recorded in the office of the Register of Deeds for the County of Oakland and State of Michigan, in Liber of Mortgages, on page, on which mortgage there is claimed to be due at the date of this notice for principal and interest the sum stated, and an attorney fee as provided for in said mortgage, and no suit or proceedings at law having been instituted to recover the moneys secured by said mortgage, or any part thereof. Now, therefore, by virtue of the power of sale contained in said mortgage and the statute in such case made and provided, notice is hereby given that said mortgage will be foreclosed by a sale of the premises therein described at public auction, to the highest bidder, at the southerly or Saginaw Street entrance to the Court House in the City of Pontiac, Oakland County, Michigan, that being the building in which the Circuit Court for the County of Oakland is held, the premises described in said mortgage, or so much thereof as may be necessary to pay the amount due as aforesaid, and any sum or sums which may be paid by the undersigned at or before said sale for taxes and/or insurance on said premises, and all other sums paid by the undersigned, with interest thereon, pursuant to law and to the terms of said mortgage, and all legal costs, charges and expenses, including an attorney fee, which premises are described as follows: (809, 1878, 964, 2016)
notice-signature: HARRY J. MERRITT (111, 1617, 162, 1622)
notice-role: Mortgagee. (939, 923, 964, 928)
notice-heading: A-53 (79, 1648, 91, 1653)
notice-attorney: Edwin R. Bengle, Attorney, 601 Lafayette Bldg., Detroit, Mich. (8, 2278, 149, 2283)
legal-notice (809, 939, 964, 1404)
legal-notice (8, 29, 162, 353)
notice-role: Mortgagee. (939, 1853, 964, 1858)
notice-attorney: Thomas F. Doyle, Attorney, 820-21 Dime Bank Bldg., Detroit, Michigan. (809, 1406, 948, 1417)
notice-paragraph: STATE OF MICHIGAN, County of Oakland, ss. Default having been made in the terms and conditions of a certain mortgage made and executed by the mortgagors therein named to the mortgagee, dated and recorded in the office of the Register of Deeds for the County of Oakland and State of Michigan, in Liber of Mortgages, on page, on which mortgage there is claimed to be due at the date of this notice for principal and interest the sum stated, and an attorney fee as provided for in said mortgage, and no suit or proceedings at law having been instituted to recover the moneys secured by said mortgage, or any part thereof. Now, therefore, by virtue of the power of sale contained in said mortgage and the statute in such case made and provided, notice is hereby given that said mortgage will be foreclosed by a sale of the premises therein described at public auction, to the highest bidder, at the southerly or Saginaw Street entrance to the Court House in the City of Pontiac, Oakland County, Michigan, that being the building in which the Circuit Court for the County of Oakland is held, the premises described in said mortgage, or so much thereof as may be necessary to pay the amount due as aforesaid, and any sum or sums which may be paid by the undersigned at or before said sale for taxes and/or insurance on said premises, and all other sums paid by the undersigned, with interest thereon, pursuant to law and to the terms of said mortgage, and all legal costs, charges and expenses, including an attorney fee, which premises are described as follows: (167, 935, 323, 1074)
notice-heading: MORTGAGE SALE (863, 488, 910, 494)
notice-paragraph: STATE OF MICHIGAN, County of Oakland, ss. Default having been made in the terms and conditions of a certain mortgage made and executed by the mortgagors therein named to the mortgagee, dated and recorded in the office of the Register of Deeds for the County of Oakland and State of Michigan, in Liber of Mortgages, on page, on which mortgage there is claimed to be due at the date of this notice for principal and interest the sum stated, and an attorney fee as provided for in said mortgage, and no suit or proceedings at law having been instituted to recover the moneys secured by said mortgage, or any part thereof. Now, therefore, by virtue of the power of sale contained in said mortgage and the statute in such case made and provided, notice is hereby given that said mortgage will be foreclosed by a sale of the premises therein described at public auction, to the highest bidder, at the southerly or Saginaw Street entrance to the Court House in the City of Pontiac, Oakland County, Michigan, that being the building in which the Circuit Court for the County of Oakland is held, the premises described in said mortgage, or so much thereof as may be necessary to pay the amount due as aforesaid, and any sum or sums which may be paid by the undersigned at or before said sale for taxes and/or insurance on said premises, and all other sums paid by the undersigned, with interest thereon, pursuant to law and to the terms of said mortgage, and all legal costs, charges and expenses, including an attorney fee, which premises are described as follows: (648, 642, 804, 781)
notice-attorney: Campbell, Bulkley & Ledyard, Attorneys, 600 Union Trust Bldg., Detroit, Mich. (8, 1316, 155, 1327)
legal-notice (809, 1869, 964, 2321)
notice-paragraph: STATE OF MICHIGAN, County of Oakland, ss. Default having been made in the terms and conditions of a certain mortgage made and executed by the mortgagors therein named to the mortgagee, dated and recorded in the office of the Register of Deeds for the County of Oakland and State of Michigan, in Liber of Mortgages, on page, on which mortgage there is claimed to be due at the date of this notice for principal and interest the sum stated, and an attorney fee as provided for in said mortgage, and no suit or proceedings at law having been instituted to recover the moneys secured by said mortgage, or any part thereof. Now, therefore, by virtue of the power of sale contained in said mortgage and the statute in such case made and provided, notice is hereby given that said mortgage will be foreclosed by a sale of the premises therein described at public auction, to the highest bidder, at the southerly or Saginaw Street entrance to the Court House in the City of Pontiac, Oakland County, Michigan, that being the building in which the Circuit Court for the County of Oakland is held, the premises described in said mortgage, or so much thereof as may be necessary to pay the amount due as aforesaid, and any sum or sums which may be paid by the undersigned at or before said sale for taxes and/or insurance on said premises, and all other sums paid by the undersigned, with interest thereon, pursuant to law and to the terms of said mortgage, and all legal costs, charges and expenses, including an attorney fee, which premises are described as follows: (489, 178, 643, 317)
legal-notice (649, 1875, 804, 2181)
notice-attorney: Grosser & Burak, 785 Penobscot Bldg., Detroit, Mich. (328, 495, 450, 501)
notice-signature: JULIA A. MOORE, (919, 1847, 964, 1852)
notice-body (649, 501, 804, 922)
legal-notice (489, 1741, 643, 2048)
notice-paragraph: STATE OF MICHIGAN, County of Oakland, ss. Default having been made in the terms and conditions of a certain mortgage made and executed by the mortgagors therein named to the mortgagee, dated and recorded in the office of the Register of Deeds for the County of Oakland and State of Michigan, in Liber of Mortgages, on page, on which mortgage there is claimed to be due at the date of this notice for principal and interest the sum stated, and an attorney fee as provided for in said mortgage, and no suit or proceedings at law having been instituted to recover the moneys secured by said mortgage, or any part thereof. Now, therefore, by virtue of the power of sale contained in said mortgage and the statute in such case made and provided, notice is hereby given that said mortgage will be foreclosed by a sale of the premises therein described at public auction, to the highest bidder, at the southerly or Saginaw Street entrance to the Court House in the City of Pontiac, Oakland County, Michigan, that being the building in which the Circuit Court for the County of Oakland is held, the premises described in said mortgage, or so much thereof as may be necessary to pay the amount due as aforesaid, and any sum or sums which may be paid by the undersigned at or before said sale for taxes and/or insurance on said premises, and all other sums paid by the undersigned, with interest thereon, pursuant to law and to the terms of said mortgage, and all legal costs, charges and expenses, including an attorney fee, which premises are described as follows: (809, 495, 964, 634)
notice-role: Mortgagee. (457, 1408, 483, 1413)
notice-date: Feb. 14 (489, 331, 504, 336)
notice-paragraph: STATE OF MICHIGAN, County of Oakland, ss. Default having been made in the terms and conditions of a certain mortgage made and executed by the mortgagors therein named to the mortgagee, dated and recorded in the office of the Register of Deeds for the County of Oakland and State of Michigan, in Liber of Mortgages, on page, on which mortgage there is claimed to be due at the date of this notice for principal and interest the sum stated, and an attorney fee as provided for in said mortgage, and no suit or proceedings at law having been instituted to recover the moneys secured by said mortgage, or any part thereof. Now, therefore, by virtue of the power of sale contained in said mortgage and the statute in such case made and provided, notice is hereby given that said mortgage will be foreclosed by a sale of the premises therein described at public auction, to the highest bidder, at the southerly or Saginaw Street entrance to the Court House in the City of Pontiac, Oakland County, Michigan, that being the building in which the Circuit Court for the County of Oakland is held, the premises described in said mortgage, or so much thereof as may be necessary to pay the amount due as aforesaid, and any sum or sums which may be paid by the undersigned at or before said sale for taxes and/or insurance on said premises, and all other sums paid by the undersigned, with interest thereon, pursuant to law and to the terms of said mortgage, and all legal costs, charges and expenses, including an attorney fee, which premises are described as follows: (809, 1426, 964, 1564)
notice-paragraph: STATE OF MICHIGAN, County of Oakland, ss. Default having been made in the terms and conditions of a certain mortgage made and executed by the mortgagors therein named to the mortgagee, dated and recorded in the office of the Register of Deeds for the County of Oakland and State of Michigan, in Liber of Mortgages, on page, on which mortgage there is claimed to be due at the date of this notice for principal and interest the sum stated, and an attorney fee as provided for in said mortgage, and no suit or proceedings at law having been instituted to recover the moneys secured by said mortgage, or any part thereof. Now, therefore, by virtue of the power of sale contained in said mortgage and the statute in such case made and provided, notice is hereby given that said mortgage will be foreclosed by a sale of the premises therein described at public auction, to the highest bidder, at the southerly or Saginaw Street entrance to the Court House in the City of Pontiac, Oakland County, Michigan, that being the building in which the Circuit Court for the County of Oakland is held, the premises described in said mortgage, or so much thereof as may be necessary to pay the amount due as aforesaid, and any sum or sums which may be paid by the undersigned at or before said sale for taxes and/or insurance on said premises, and all other sums paid by the undersigned, with interest thereon, pursuant to law and to the terms of said mortgage, and all legal costs, charges and expenses, including an attorney fee, which premises are described as follows: (809, 777, 964, 915)
notice-body (809, 1426, 964, 1846)
notice-paragraph: STATE OF MICHIGAN, County of Oakland, ss. Default having been made in the terms and conditions of a certain mortgage made and executed by the mortgagors therein named to the mortgagee, dated and recorded in the office of the Register of Deeds for the County of Oakland and State of Michigan, in Liber of Mortgages, on page, on which mortgage there is claimed to be due at the date of this notice for principal and interest the sum stated, and an attorney fee as provided for in said mortgage, and no suit or proceedings at law having been instituted to recover the moneys secured by said mortgage, or any part thereof. Now, therefore, by virtue of the power of sale contained in said mortgage and the statute in such case made and provided, notice is hereby given that said mortgage will be foreclosed by a sale of the premises therein described at public auction, to the highest bidder, at the southerly or Saginaw Street entrance to the Court House in the City of Pontiac, Oakland County, Michigan, that being the building in which the Circuit Court for the County of Oakland is held, the premises described in said mortgage, or so much thereof as may be necessary to pay the amount due as aforesaid, and any sum or sums which may be paid by the undersigned at or before said sale for taxes and/or insurance on said premises, and all other sums paid by the undersigned, with interest thereon, pursuant to law and to the terms of said mortgage, and all legal costs, charges and expenses, including an attorney fee, which premises are described as follows: (648, 1101, 804, 1240)
notice-heading: A-157 (78, 1329, 92, 1334)
notice-paragraph: STATE OF MICHIGAN, County of Oakland, ss. Default having been made in the terms and conditions of a certain mortgage made and executed by the mortgagors therein named to the mortgagee, dated and recorded in the office of the Register of Deeds for the County of Oakland and State of Michigan, in Liber of Mortgages, on page, on which mortgage there is claimed to be due at the date of this notice for principal and interest the sum stated, and an attorney fee as provided for in said mortgage, and no suit or proceedings at law having been instituted to recover the moneys secured by said mortgage, or any part thereof. Now, therefore, by virtue of the power of sale contained in said mortgage and the statute in such case made and provided, notice is hereby given that said mortgage will be foreclosed by a sale of the premises therein described at public auction, to the highest bidder, at the southerly or Saginaw Street entrance to the Court House in the City of Pontiac, Oakland County, Michigan, that being the building in which the Circuit Court for the County of Oakland is held, the premises described in said mortgage, or so much thereof as may be necessary to pay the amount due as aforesaid, and any sum or sums which may be paid by the undersigned at or before said sale for taxes and/or insurance on said premises, and all other sums paid by the undersigned, with interest thereon, pursuant to law and to the terms of said mortgage, and all legal costs, charges and expenses, including an attorney fee, which premises are described as follows: (489, 37, 643, 176)
notice-paragraph: STATE OF MICHIGAN, County of Oakland, ss. Default having been made in the terms and conditions of a certain mortgage made and executed by the mortgagors therein named to the mortgagee, dated and recorded in the office of the Register of Deeds for the County of Oakland and State of Michigan, in Liber of Mortgages, on page, on which mortgage there is claimed to be due at the date of this notice for principal and interest the sum stated, and an attorney fee as provided for in said mortgage, and no suit or proceedings at law having been instituted to recover the moneys secured by said mortgage, or any part thereof. Now, therefore, by virtue of the power of sale contained in said mortgage and the statute in such case made and provided, notice is hereby given that said mortgage will be foreclosed by a sale of the premises therein described at public auction, to the highest bidder, at the southerly or Saginaw Street entrance to the Court House in the City of Pontiac, Oakland County, Michigan, that being the building in which the Circuit Court for the County of Oakland is held, the premises described in said mortgage, or so much thereof as may be necessary to pay the amount due as aforesaid, and any sum or sums which may be paid by the undersigned at or before said sale for taxes and/or insurance on said premises, and all other sums paid by the undersigned, with interest thereon, pursuant to law and to the terms of said mortgage, and all legal costs, charges and expenses, including an attorney fee, which premises are described as follows: (489, 827, 643, 966)
notice-paragraph: STATE OF MICHIGAN, County of Oakland, ss. Default having been made in the terms and conditions of a certain mortgage made and executed by the mortgagors therein named to the mortgagee, dated and recorded in the office of the Register of Deeds for the County of Oakland and State of Michigan, in Liber of Mortgages, on page, on which mortgage there is claimed to be due at the date of this notice for principal and interest the sum stated, and an attorney fee as provided for in said mortgage, and no suit or proceedings at law having been instituted to recover the moneys secured by said mortgage, or any part thereof. Now, therefore, by virtue of the power of sale contained in said mortgage and the statute in such case made and provided, notice is hereby given that said mortgage will be foreclosed by a sale of the premises therein described at public auction, to the highest bidder, at the southerly or Saginaw Street entrance to the Court House in the City of Pontiac, Oakland County, Michigan, that being the building in which the Circuit Court for the County of Oakland is held, the premises described in said mortgage, or so much thereof as may be necessary to pay the amount due as aforesaid, and any sum or sums which may be paid by the undersigned at or before said sale for taxes and/or insurance on said premises, and all other sums paid by the undersigned, with interest thereon, pursuant to law and to the terms of said mortgage, and all legal costs, charges and expenses, including an attorney fee, which premises are described as follows: (648, 1242, 804, 1380)
notice-signature: HARRY J. MERRITT (111, 331, 162, 337)
legal-notice (168, 1098, 323, 1697)
notice-paragraph: STATE OF MICHIGAN, County of Oakland, ss. Default having been made in the terms and conditions of a certain mortgage made and executed by the mortgagors therein named to the mortgagee, dated and recorded in the office of the Register of Deeds for the County of Oakland and State of Michigan, in Liber of Mortgages, on page, on which mortgage there is claimed to be due at the date of this notice for principal and interest the sum stated, and an attorney fee as provided for in said mortgage, and no suit or proceedings at law having been instituted to recover the moneys secured by said mortgage, or any part thereof. Now, therefore, by virtue of the power of sale contained in said mortgage and the statute in such case made and provided, notice is hereby given that said mortgage will be foreclosed by a sale of the premises therein described at public auction, to the highest bidder, at the southerly or Saginaw Street entrance to the Court House in the City of Pontiac, Oakland County, Michigan, that being the building in which the Circuit Court for the County of Oakland is held, the premises described in said mortgage, or so much thereof as may be necessary to pay the amount due as aforesaid, and any sum or sums which may be paid by the undersigned at or before said sale for taxes and/or insurance on said premises, and all other sums paid by the undersigned, with interest thereon, pursuant to law and to the terms of said mortgage, and all legal costs, charges and expenses, including an attorney fee, which premises are described as follows: (809, 1707, 964, 1845)
notice-paragraph: STATE OF MICHIGAN, County of Oakland, ss. Default having been made in the terms and conditions of a certain mortgage made and executed by the mortgagors therein named to the mortgagee, dated and recorded in the office of the Register of Deeds for the County of Oakland and State of Michigan, in Liber of Mortgages, on page, on which mortgage there is claimed to be due at the date of this notice for principal and interest the sum stated, and an attorney fee as provided for in said mortgage, and no suit or proceedings at law having been instituted to recover the moneys secured by said mortgage, or any part thereof. Now, therefore, by virtue of the power of sale contained in said mortgage and the statute in such case made and provided, notice is hereby given that said mortgage will be foreclosed by a sale of the premises therein described at public auction, to the highest bidder, at the southerly or Saginaw Street entrance to the Court House in the City of Pontiac, Oakland County, Michigan, that being the building in which the Circuit Court for the County of Oakland is held, the premises described in said mortgage, or so much thereof as may be necessary to pay the amount due as aforesaid, and any sum or sums which may be paid by the undersigned at or before said sale for taxes and/or insurance on said premises, and all other sums paid by the undersigned, with interest thereon, pursuant to law and to the terms of said mortgage, and all legal costs, charges and expenses, including an attorney fee, which premises are described as follows: (809, 1242, 964, 1380)
notice-body (8, 1655, 162, 1935)
notice-body (328, 980, 483, 1401)
notice-attorney: Stevenson, Butzel, Eaman & Long, Attorneys, First National Bank Bldg., Detroit, Mich. (489, 1272, 639, 1283)
notice-body (168, 1113, 323, 1675)
notice-paragraph: STATE OF MICHIGAN, County of Oakland, ss. Default having been made in the terms and conditions of a certain mortgage made and executed by the mortgagors therein named to the mortgagee, dated and recorded in the office of the Register of Deeds for the County of Oakland and State of Michigan, in Liber of Mortgages, on page, on which mortgage there is claimed to be due at the date of this notice for principal and interest the sum stated, and an attorney fee as provided for in said mortgage, and no suit or proceedings at law having been instituted to recover the moneys secured by said mortgage, or any part thereof. Now, therefore, by virtue of the power of sale contained in said mortgage and the statute in such case made and provided, notice is hereby given that said mortgage will be foreclosed by a sale of the premises therein described at public auction, to the highest bidder, at the southerly or Saginaw Street entrance to the Court House in the City of Pontiac, Oakland County, Michigan, that being the building in which the Circuit Court for the County of Oakland is held, the premises described in said mortgage, or so much thereof as may be necessary to pay the amount due as aforesaid, and any sum or sums which may be paid by the undersigned at or before said sale for taxes and/or insurance on said premises, and all other sums paid by the undersigned, with interest thereon, pursuant to law and to the terms of said mortgage, and all legal costs, charges and expenses, including an attorney fee, which premises are described as follows: (8, 369, 162, 508)
column-3 (325, 29, 486, 2576)
notice-paragraph: STATE OF MICHIGAN, County of Oakland, ss. Default having been made in the terms and conditions of a certain mortgage made and executed by the mortgagors therein named to the mortgagee, dated and recorded in the office of the Register of Deeds for the County of Oakland and State of Michigan, in Liber of Mortgages, on page, on which mortgage there is claimed to be due at the date of this notice for principal and interest the sum stated, and an attorney fee as provided for in said mortgage, and no suit or proceedings at law having been instituted to recover the moneys secured by said mortgage, or any part thereof. Now, therefore, by virtue of the power of sale contained in said mortgage and the statute in such case made and provided, notice is hereby given that said mortgage will be foreclosed by a sale of the premises therein described at public auction, to the highest bidder, at the southerly or Saginaw Street entrance to the Court House in the City of Pontiac, Oakland County, Michigan, that being the building in which the Circuit Court for the County of Oakland is held, the premises described in said mortgage, or so much thereof as may be necessary to pay the amount due as aforesaid, and any sum or sums which may be paid by the undersigned at or before said sale for taxes and/or insurance on said premises, and all other sums paid by the undersigned, with interest thereon, pursuant to law and to the terms of said mortgage, and all legal costs, charges and expenses, including an attorney fee, which premises are described as follows: (648, 2037, 804, 2176)
